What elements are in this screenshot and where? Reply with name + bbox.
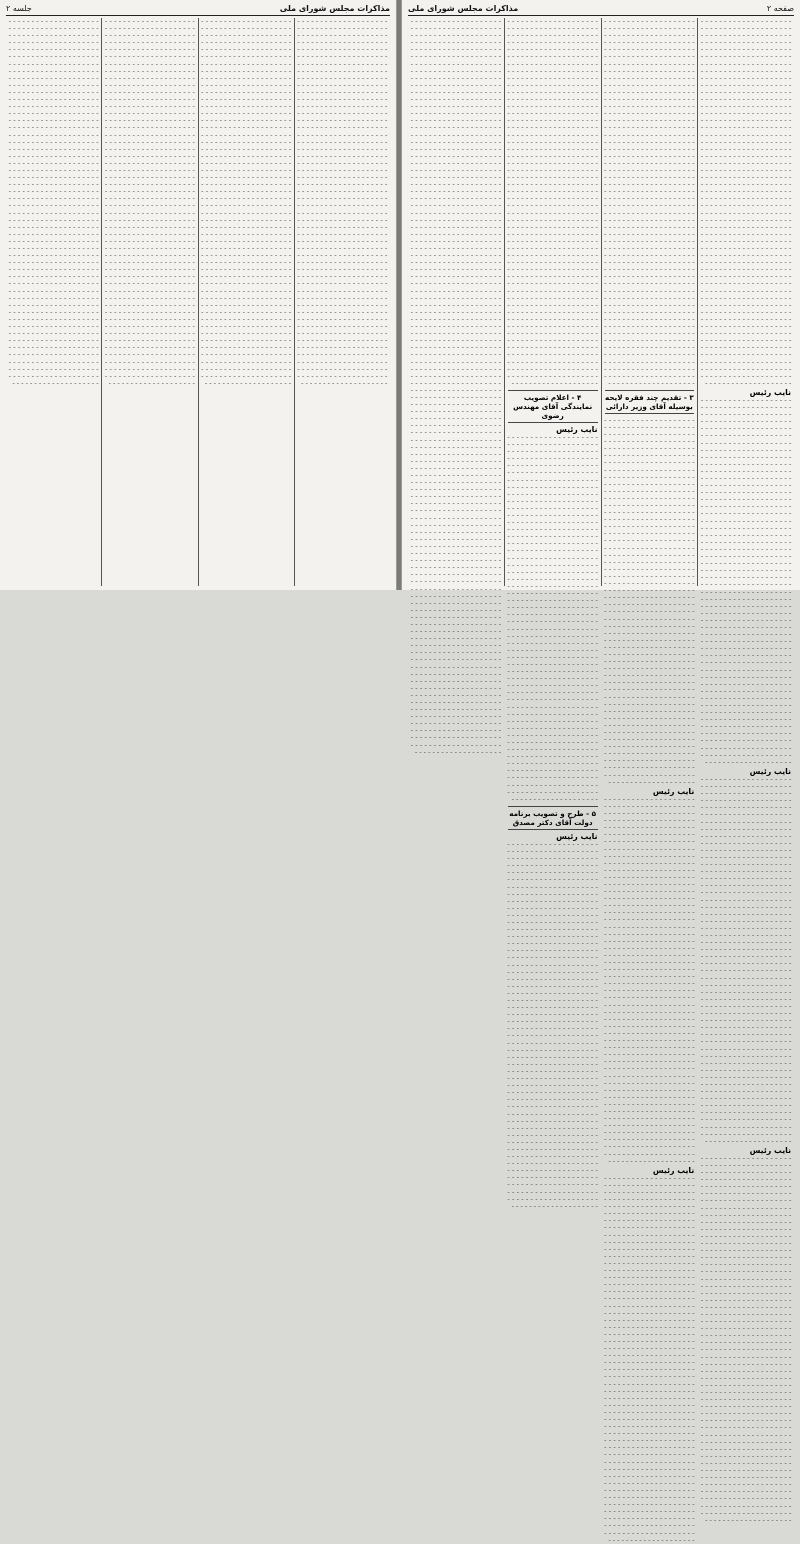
text-block: ـ ـ ـ ـ ـ ـ ـ ـ ـ ـ ـ ـ ـ ـ ـ ـ ـ ـ ـ ـ ـ ـ ـ ـ ـ ـ ـ ـ ـ ـ ـ ـ ـ ـ ـ ـ ـ ـ ـ ـ ـ ـ ـ ـ ـ ـ ـ ـ ـ ـ ـ ـ ـ ـ ـ ـ ـ ـ ـ ـ ـ ـ ـ ـ ـ ـ ـ ـ ـ ـ ـ ـ ـ ـ ـ ـ ـ ـ ـ ـ ـ ـ ـ ـ ـ ـ ـ ـ ـ ـ ـ ـ ـ ـ ـ ـ ـ ـ ـ ـ ـ ـ ـ ـ ـ ـ ـ ـ ـ ـ ـ ـ ـ ـ ـ ـ ـ ـ ـ ـ ـ ـ ـ ـ ـ ـ ـ ـ ـ ـ ـ ـ ـ ـ ـ ـ ـ ـ ـ ـ ـ ـ ـ ـ ـ ـ ـ ـ ـ ـ ـ ـ ـ ـ ـ ـ ـ ـ ـ ـ ـ ـ ـ ـ ـ ـ ـ ـ ـ ـ ـ ـ ـ ـ ـ ـ ـ ـ ـ ـ ـ ـ ـ ـ ـ ـ ـ ـ ـ ـ ـ ـ ـ ـ ـ ـ ـ ـ ـ ـ ـ ـ ـ ـ ـ ـ ـ ـ ـ ـ ـ ـ ـ ـ ـ ـ ـ ـ ـ ـ ـ ـ ـ ـ ـ ـ ـ ـ ـ ـ ـ ـ ـ ـ ـ ـ ـ ـ ـ ـ ـ ـ ـ ـ ـ ـ ـ ـ ـ ـ ـ ـ ـ ـ ـ ـ ـ ـ ـ ـ ـ ـ ـ ـ ـ ـ ـ ـ ـ ـ ـ ـ ـ ـ ـ ـ ـ ـ ـ ـ ـ ـ ـ ـ ـ ـ ـ ـ ـ ـ ـ ـ ـ ـ ـ ـ ـ ـ ـ ـ ـ ـ ـ ـ ـ ـ ـ ـ ـ ـ ـ ـ ـ ـ ـ ـ ـ ـ ـ ـ ـ ـ ـ ـ ـ ـ ـ ـ ـ ـ ـ ـ ـ ـ ـ ـ ـ ـ ـ ـ ـ ـ ـ ـ ـ ـ ـ ـ ـ ـ ـ ـ ـ ـ ـ ـ ـ ـ ـ ـ ـ ـ ـ ـ ـ ـ ـ ـ ـ ـ ـ ـ ـ ـ ـ ـ ـ ـ ـ ـ ـ ـ ـ ـ ـ ـ ـ ـ ـ ـ ـ ـ ـ ـ ـ ـ ـ ـ ـ ـ ـ ـ ـ ـ ـ ـ ـ ـ ـ ـ ـ ـ ـ ـ ـ ـ ـ ـ ـ ـ ـ ـ ـ ـ ـ ـ ـ ـ ـ ـ ـ ـ ـ ـ ـ ـ ـ ـ ـ ـ ـ ـ ـ ـ ـ ـ ـ ـ ـ ـ ـ ـ ـ ـ ـ ـ ـ ـ ـ ـ ـ ـ ـ ـ ـ ـ ـ ـ ـ ـ ـ ـ ـ ـ ـ ـ ـ ـ ـ ـ ـ ـ ـ ـ ـ ـ ـ ـ ـ ـ ـ ـ ـ ـ ـ ـ ـ ـ ـ ـ ـ ـ ـ ـ ـ ـ ـ ـ ـ ـ ـ ـ ـ ـ ـ ـ ـ ـ ـ ـ ـ ـ ـ ـ ـ ـ ـ ـ ـ ـ ـ ـ ـ ـ ـ ـ ـ ـ ـ ـ ـ ـ ـ ـ ـ ـ ـ ـ ـ ـ ـ ـ ـ ـ ـ ـ ـ ـ ـ ـ ـ ـ ـ ـ ـ ـ ـ ـ ـ ـ ـ ـ ـ ـ ـ ـ ـ ـ ـ ـ ـ ـ ـ ـ ـ ـ ـ ـ ـ ـ ـ ـ ـ ـ ـ ـ ـ ـ ـ ـ ـ ـ ـ ـ ـ ـ ـ ـ ـ ـ ـ ـ ـ ـ ـ ـ ـ ـ ـ ـ ـ ـ ـ ـ ـ ـ ـ ـ ـ ـ ـ ـ ـ ـ ـ ـ ـ ـ ـ ـ ـ ـ ـ ـ ـ ـ ـ ـ ـ ـ ـ ـ ـ ـ ـ ـ ـ ـ ـ ـ ـ ـ ـ ـ ـ ـ ـ ـ ـ ـ ـ ـ ـ ـ ـ ـ ـ ـ ـ ـ ـ ـ ـ ـ ـ ـ ـ ـ ـ ـ ـ ـ ـ ـ ـ ـ ـ ـ ـ ـ ـ ـ ـ ـ ـ ـ ـ ـ ـ ـ ـ ـ ـ ـ ـ ـ ـ ـ ـ ـ ـ ـ ـ ـ ـ ـ ـ ـ ـ ـ ـ ـ ـ ـ ـ ـ ـ ـ ـ ـ ـ ـ ـ ـ ـ ـ ـ ـ ـ ـ ـ ـ ـ ـ ـ ـ ـ ـ ـ ـ ـ ـ ـ ـ ـ ـ ـ ـ ـ ـ ـ ـ ـ ـ ـ ـ ـ ـ ـ ـ ـ ـ ـ ـ ـ ـ ـ ـ ـ ـ ـ ـ ـ ـ ـ ـ ـ ـ ـ ـ ـ ـ ـ ـ ـ ـ ـ ـ ـ ـ ـ ـ ـ ـ ـ ـ ـ ـ ـ ـ ـ ـ ـ ـ ـ ـ ـ ـ ـ ـ ـ ـ ـ ـ ـ ـ ـ ـ ـ ـ ـ ـ ـ ـ ـ ـ ـ ـ ـ ـ ـ ـ ـ ـ ـ ـ ـ ـ ـ ـ ـ ـ ـ ـ ـ ـ ـ ـ ـ ـ ـ ـ ـ ـ ـ ـ ـ ـ ـ ـ ـ ـ ـ ـ ـ ـ ـ ـ ـ ـ ـ ـ ـ ـ ـ ـ ـ ـ ـ ـ ـ ـ ـ ـ ـ ـ ـ ـ ـ ـ ـ ـ ـ ـ ـ ـ ـ ـ ـ ـ ـ ـ ـ ـ ـ ـ ـ ـ ـ ـ ـ ـ ـ ـ ـ ـ ـ ـ ـ ـ ـ ـ ـ ـ ـ ـ ـ ـ ـ ـ ـ ـ ـ ـ ـ ـ ـ ـ ـ ـ ـ ـ ـ ـ ـ ـ ـ ـ ـ ـ ـ ـ ـ ـ ـ ـ ـ ـ ـ ـ ـ ـ ـ ـ ـ ـ ـ ـ ـ ـ ـ ـ ـ ـ ـ ـ ـ ـ ـ ـ ـ ـ ـ ـ ـ ـ ـ ـ ـ ـ ـ ـ ـ ـ ـ ـ ـ ـ ـ ـ ـ ـ ـ ـ ـ ـ ـ ـ ـ ـ ـ ـ ـ ـ ـ ـ ـ ـ ـ ـ [604,795,695,1164]
speaker-name: نایب رئیس [556,424,598,434]
text-block: ـ ـ ـ ـ ـ ـ ـ ـ ـ ـ ـ ـ ـ ـ ـ ـ ـ ـ ـ ـ ـ ـ ـ ـ ـ ـ ـ ـ ـ ـ ـ ـ ـ ـ ـ ـ ـ ـ ـ ـ ـ ـ ـ ـ ـ ـ ـ ـ ـ ـ ـ ـ ـ ـ ـ ـ ـ ـ ـ ـ ـ ـ ـ ـ ـ ـ ـ ـ ـ ـ ـ ـ ـ ـ ـ ـ ـ ـ ـ ـ ـ ـ ـ ـ ـ ـ ـ ـ ـ ـ ـ ـ ـ ـ ـ ـ ـ ـ ـ ـ ـ ـ ـ ـ ـ ـ ـ ـ ـ ـ ـ ـ ـ ـ ـ ـ ـ ـ ـ ـ ـ ـ ـ ـ ـ ـ ـ ـ ـ ـ ـ ـ ـ ـ ـ ـ ـ ـ ـ ـ ـ ـ ـ ـ ـ ـ ـ ـ ـ ـ ـ ـ ـ ـ ـ ـ ـ ـ ـ ـ ـ ـ ـ ـ ـ ـ ـ ـ ـ ـ ـ ـ ـ ـ ـ ـ ـ ـ ـ ـ ـ ـ ـ ـ ـ ـ ـ ـ ـ ـ ـ ـ ـ ـ ـ ـ ـ ـ ـ ـ ـ ـ ـ ـ ـ ـ ـ ـ ـ ـ ـ ـ ـ ـ ـ ـ ـ ـ ـ ـ ـ ـ ـ ـ ـ ـ ـ ـ ـ ـ ـ ـ ـ ـ ـ ـ ـ ـ ـ ـ ـ ـ ـ ـ ـ ـ ـ ـ ـ ـ ـ ـ ـ ـ ـ ـ ـ ـ ـ ـ ـ ـ ـ ـ ـ ـ ـ ـ ـ ـ ـ ـ ـ ـ ـ ـ ـ ـ ـ ـ ـ ـ ـ ـ ـ ـ ـ ـ ـ ـ ـ ـ ـ ـ ـ ـ ـ ـ ـ ـ ـ ـ ـ ـ ـ ـ ـ ـ ـ ـ ـ ـ ـ ـ ـ ـ ـ ـ ـ ـ ـ ـ ـ ـ ـ ـ ـ ـ ـ ـ ـ ـ ـ ـ ـ ـ ـ ـ ـ ـ ـ ـ ـ ـ ـ ـ ـ ـ ـ ـ ـ ـ ـ ـ ـ ـ ـ ـ ـ ـ ـ ـ ـ ـ ـ ـ ـ ـ ـ ـ ـ ـ ـ ـ ـ ـ ـ ـ ـ ـ ـ ـ ـ ـ ـ ـ ـ ـ ـ ـ ـ ـ ـ ـ ـ ـ ـ ـ ـ ـ ـ ـ ـ ـ ـ ـ ـ ـ ـ ـ ـ ـ ـ ـ ـ ـ ـ ـ ـ ـ ـ ـ ـ ـ ـ ـ ـ ـ ـ ـ ـ ـ ـ ـ ـ ـ ـ ـ ـ ـ ـ ـ ـ ـ ـ ـ ـ ـ ـ ـ ـ ـ ـ ـ ـ ـ ـ ـ ـ ـ ـ ـ ـ ـ ـ ـ ـ ـ ـ ـ ـ ـ ـ ـ ـ ـ ـ ـ ـ ـ ـ ـ ـ ـ ـ ـ ـ ـ ـ ـ ـ ـ ـ ـ ـ ـ ـ ـ ـ ـ ـ ـ ـ ـ ـ ـ ـ ـ ـ ـ ـ ـ ـ ـ ـ ـ ـ ـ ـ ـ ـ ـ ـ ـ ـ ـ ـ ـ ـ ـ ـ ـ ـ ـ ـ ـ ـ ـ ـ ـ ـ ـ ـ ـ ـ ـ ـ ـ ـ ـ ـ ـ ـ ـ ـ ـ ـ ـ ـ ـ ـ ـ ـ ـ ـ ـ ـ ـ ـ ـ ـ ـ ـ ـ ـ ـ ـ ـ ـ ـ ـ ـ ـ ـ ـ ـ ـ ـ ـ ـ ـ ـ ـ ـ ـ ـ ـ ـ ـ ـ ـ ـ ـ ـ ـ ـ ـ ـ ـ ـ ـ ـ ـ ـ ـ ـ ـ ـ ـ ـ ـ ـ ـ ـ ـ ـ ـ ـ ـ ـ ـ ـ ـ ـ ـ ـ ـ ـ ـ ـ ـ ـ ـ ـ ـ ـ ـ ـ ـ ـ ـ ـ ـ ـ ـ ـ ـ ـ ـ ـ ـ ـ ـ ـ ـ ـ ـ ـ ـ ـ ـ ـ ـ ـ ـ ـ ـ ـ ـ ـ ـ ـ ـ ـ ـ ـ ـ ـ ـ ـ ـ ـ ـ ـ ـ ـ ـ ـ ـ ـ ـ ـ ـ ـ ـ ـ ـ ـ ـ ـ ـ ـ ـ ـ ـ ـ ـ ـ ـ ـ ـ ـ ـ ـ ـ ـ ـ ـ ـ ـ ـ ـ ـ ـ ـ ـ ـ ـ ـ ـ ـ ـ ـ ـ ـ ـ ـ ـ ـ ـ ـ ـ ـ ـ ـ ـ ـ ـ ـ ـ ـ ـ ـ ـ ـ ـ ـ ـ ـ ـ ـ ـ ـ ـ ـ ـ ـ ـ ـ ـ ـ ـ ـ ـ ـ ـ ـ ـ ـ ـ ـ ـ ـ ـ ـ ـ ـ ـ ـ ـ ـ ـ ـ ـ ـ ـ ـ ـ ـ ـ ـ ـ ـ ـ ـ ـ ـ ـ ـ ـ ـ ـ ـ ـ ـ ـ ـ ـ ـ ـ ـ ـ ـ ـ ـ ـ ـ ـ ـ ـ ـ ـ ـ ـ ـ ـ ـ ـ ـ ـ ـ ـ ـ ـ ـ ـ ـ ـ ـ ـ ـ ـ ـ ـ ـ ـ ـ ـ ـ ـ ـ ـ ـ ـ ـ ـ ـ ـ ـ ـ ـ ـ ـ ـ ـ ـ ـ ـ ـ ـ ـ ـ ـ ـ ـ ـ ـ ـ ـ ـ ـ ـ ـ ـ ـ ـ ـ ـ ـ ـ ـ ـ ـ ـ ـ ـ ـ ـ ـ ـ ـ ـ ـ ـ ـ ـ ـ ـ ـ ـ ـ ـ ـ ـ ـ ـ ـ ـ ـ ـ ـ ـ ـ ـ ـ ـ ـ ـ ـ ـ ـ ـ ـ ـ ـ ـ ـ ـ ـ ـ ـ ـ ـ ـ ـ ـ ـ ـ ـ ـ ـ ـ ـ ـ ـ ـ ـ ـ ـ ـ ـ ـ ـ ـ ـ ـ ـ ـ ـ ـ ـ ـ ـ ـ ـ ـ ـ ـ ـ ـ ـ ـ ـ ـ ـ ـ ـ ـ ـ ـ ـ ـ ـ ـ ـ ـ ـ ـ ـ ـ ـ ـ ـ ـ ـ ـ ـ ـ ـ ـ ـ ـ ـ ـ ـ ـ ـ ـ ـ ـ [297,18,387,386]
speaker-name: نایب رئیس [556,831,598,841]
text-block: ـ ـ ـ ـ ـ ـ ـ ـ ـ ـ ـ ـ ـ ـ ـ ـ ـ ـ ـ ـ ـ ـ ـ ـ ـ ـ ـ ـ ـ ـ ـ ـ ـ ـ ـ ـ ـ ـ ـ ـ ـ ـ ـ ـ ـ ـ ـ ـ ـ ـ ـ ـ ـ ـ ـ ـ ـ ـ ـ ـ ـ ـ ـ ـ ـ ـ ـ ـ ـ ـ ـ ـ ـ ـ ـ ـ ـ ـ ـ ـ ـ ـ ـ ـ ـ ـ ـ ـ ـ ـ ـ ـ ـ ـ ـ ـ ـ ـ ـ ـ ـ ـ ـ ـ ـ ـ ـ ـ ـ ـ ـ ـ ـ ـ ـ ـ ـ ـ ـ ـ ـ ـ ـ ـ ـ ـ ـ ـ ـ ـ ـ ـ ـ ـ ـ ـ ـ ـ ـ ـ ـ ـ ـ ـ ـ ـ ـ ـ ـ ـ ـ ـ ـ ـ ـ ـ ـ ـ ـ ـ ـ ـ ـ ـ ـ ـ ـ ـ ـ ـ ـ ـ ـ ـ ـ ـ ـ ـ ـ ـ ـ ـ ـ ـ ـ ـ ـ ـ ـ ـ ـ ـ ـ ـ ـ ـ ـ ـ ـ ـ ـ ـ ـ ـ ـ ـ ـ ـ ـ ـ ـ ـ ـ ـ ـ ـ ـ ـ ـ ـ ـ ـ ـ ـ ـ ـ ـ ـ ـ ـ ـ ـ ـ ـ ـ ـ ـ ـ ـ ـ ـ ـ ـ ـ ـ ـ ـ ـ ـ ـ ـ ـ ـ ـ ـ ـ ـ ـ ـ ـ ـ ـ ـ ـ ـ ـ ـ ـ ـ ـ ـ ـ ـ ـ ـ ـ ـ ـ ـ ـ ـ ـ ـ ـ ـ ـ ـ ـ ـ ـ ـ ـ ـ ـ ـ ـ ـ ـ ـ ـ ـ ـ ـ ـ ـ ـ ـ ـ ـ ـ ـ ـ ـ ـ ـ ـ ـ ـ ـ ـ ـ ـ ـ ـ ـ ـ ـ ـ ـ ـ ـ ـ ـ ـ ـ ـ ـ ـ ـ ـ ـ ـ ـ ـ ـ ـ ـ ـ ـ ـ ـ ـ ـ ـ ـ ـ ـ ـ ـ ـ ـ ـ ـ ـ ـ ـ ـ ـ ـ ـ ـ ـ ـ ـ ـ ـ ـ ـ ـ ـ ـ ـ ـ ـ ـ ـ ـ ـ ـ ـ ـ ـ ـ ـ ـ ـ ـ ـ ـ ـ ـ ـ ـ ـ ـ ـ ـ ـ ـ ـ ـ ـ ـ ـ ـ ـ ـ ـ ـ ـ ـ ـ ـ ـ ـ ـ ـ ـ ـ ـ ـ ـ ـ ـ ـ ـ ـ ـ ـ ـ ـ ـ ـ ـ ـ ـ ـ ـ ـ ـ ـ ـ ـ ـ ـ ـ ـ ـ ـ ـ ـ ـ ـ ـ ـ ـ ـ ـ ـ ـ ـ ـ ـ ـ ـ ـ ـ ـ ـ ـ ـ ـ ـ ـ ـ ـ ـ ـ ـ ـ ـ ـ ـ ـ ـ ـ ـ ـ ـ ـ ـ ـ ـ ـ ـ ـ ـ ـ ـ ـ ـ ـ ـ ـ ـ ـ ـ ـ ـ ـ ـ ـ ـ ـ ـ ـ ـ ـ ـ ـ ـ ـ ـ ـ ـ ـ ـ ـ ـ ـ ـ ـ ـ ـ ـ ـ ـ ـ ـ ـ ـ ـ ـ ـ ـ ـ ـ ـ ـ ـ ـ ـ ـ ـ ـ ـ ـ ـ ـ ـ ـ ـ ـ ـ ـ ـ ـ ـ ـ ـ ـ ـ ـ ـ ـ ـ ـ ـ ـ ـ ـ ـ ـ ـ ـ ـ ـ ـ ـ ـ ـ ـ ـ ـ ـ ـ ـ ـ ـ ـ ـ ـ ـ ـ ـ ـ ـ ـ ـ ـ ـ ـ ـ ـ ـ ـ ـ ـ ـ ـ ـ ـ ـ ـ ـ ـ ـ ـ ـ ـ ـ ـ ـ ـ ـ ـ ـ ـ ـ ـ ـ ـ ـ ـ ـ ـ ـ ـ ـ ـ ـ ـ ـ ـ ـ ـ ـ ـ ـ ـ ـ ـ ـ ـ ـ ـ ـ ـ ـ ـ ـ ـ ـ ـ ـ ـ ـ ـ ـ ـ ـ ـ ـ ـ ـ ـ ـ ـ ـ ـ ـ ـ ـ ـ ـ ـ ـ ـ ـ ـ ـ ـ ـ ـ ـ ـ ـ ـ ـ ـ ـ ـ ـ ـ ـ ـ ـ ـ ـ ـ ـ ـ ـ ـ ـ ـ ـ ـ ـ ـ ـ ـ ـ ـ ـ ـ ـ ـ ـ ـ ـ ـ ـ ـ ـ ـ ـ ـ ـ ـ ـ ـ ـ ـ ـ ـ ـ ـ ـ ـ ـ ـ ـ ـ ـ ـ ـ ـ ـ ـ ـ ـ ـ ـ ـ ـ ـ ـ ـ ـ ـ ـ ـ ـ ـ ـ ـ ـ ـ ـ ـ ـ ـ ـ ـ ـ ـ ـ ـ ـ ـ ـ ـ ـ ـ ـ ـ ـ ـ ـ ـ ـ ـ ـ ـ ـ ـ ـ ـ ـ ـ ـ ـ ـ ـ ـ ـ ـ ـ ـ ـ ـ ـ ـ ـ ـ ـ ـ ـ ـ ـ ـ ـ ـ ـ ـ ـ ـ ـ ـ ـ ـ ـ ـ ـ ـ ـ ـ ـ ـ ـ ـ ـ ـ ـ ـ ـ ـ ـ ـ ـ ـ ـ ـ ـ ـ ـ ـ ـ ـ ـ ـ ـ ـ ـ ـ ـ ـ ـ ـ ـ ـ ـ ـ ـ ـ ـ ـ ـ ـ ـ ـ ـ ـ ـ ـ ـ ـ ـ ـ ـ ـ ـ ـ ـ ـ ـ ـ ـ ـ ـ ـ ـ ـ ـ ـ ـ ـ ـ ـ ـ ـ ـ ـ ـ ـ ـ ـ ـ ـ ـ ـ ـ ـ ـ ـ ـ ـ ـ ـ ـ ـ ـ ـ ـ ـ ـ ـ ـ ـ ـ ـ ـ ـ ـ ـ ـ ـ ـ ـ ـ ـ ـ ـ ـ ـ ـ ـ ـ ـ ـ ـ ـ ـ ـ ـ ـ ـ ـ ـ ـ ـ ـ ـ ـ ـ ـ ـ ـ ـ ـ ـ ـ ـ ـ ـ ـ ـ ـ ـ ـ ـ ـ ـ ـ ـ ـ ـ ـ ـ ـ ـ ـ ـ ـ ـ ـ ـ ـ ـ [507,433,598,802]
left-page [0,0,397,590]
left-col-4 [6,18,101,586]
text-block: ـ ـ ـ ـ ـ ـ ـ ـ ـ ـ ـ ـ ـ ـ ـ ـ ـ ـ ـ ـ ـ ـ ـ ـ ـ ـ ـ ـ ـ ـ ـ ـ ـ ـ ـ ـ ـ ـ ـ ـ ـ ـ ـ ـ ـ ـ ـ ـ ـ ـ ـ ـ ـ ـ ـ ـ ـ ـ ـ ـ ـ ـ ـ ـ ـ ـ ـ ـ ـ ـ ـ ـ ـ ـ ـ ـ ـ ـ ـ ـ ـ ـ ـ ـ ـ ـ ـ ـ ـ ـ ـ ـ ـ ـ ـ ـ ـ ـ ـ ـ ـ ـ ـ ـ ـ ـ ـ ـ ـ ـ ـ ـ ـ ـ ـ ـ ـ ـ ـ ـ ـ ـ ـ ـ ـ ـ ـ ـ ـ ـ ـ ـ ـ ـ ـ ـ ـ ـ ـ ـ ـ ـ ـ ـ ـ ـ ـ ـ ـ ـ ـ ـ ـ ـ ـ ـ ـ ـ ـ ـ ـ ـ ـ ـ ـ ـ ـ ـ ـ ـ ـ ـ ـ ـ ـ ـ ـ ـ ـ ـ ـ ـ ـ ـ ـ ـ ـ ـ ـ ـ ـ ـ ـ ـ ـ ـ ـ ـ ـ ـ ـ ـ ـ ـ ـ ـ ـ ـ ـ ـ ـ ـ ـ ـ ـ ـ ـ ـ ـ ـ ـ ـ ـ ـ ـ ـ ـ ـ ـ ـ ـ ـ ـ ـ ـ ـ ـ ـ ـ ـ ـ ـ ـ ـ ـ ـ ـ ـ ـ ـ ـ ـ ـ ـ ـ ـ ـ ـ ـ ـ ـ ـ ـ ـ ـ ـ ـ ـ ـ ـ ـ ـ ـ ـ ـ ـ ـ ـ ـ ـ ـ ـ ـ ـ ـ ـ ـ ـ ـ ـ ـ ـ ـ ـ ـ ـ ـ ـ ـ ـ ـ ـ ـ ـ ـ ـ ـ ـ ـ ـ ـ ـ ـ ـ ـ ـ ـ ـ ـ ـ ـ ـ ـ ـ ـ ـ ـ ـ ـ ـ ـ ـ ـ ـ ـ ـ ـ ـ ـ ـ ـ ـ ـ ـ ـ ـ ـ ـ ـ ـ ـ ـ ـ ـ ـ ـ ـ ـ ـ ـ ـ ـ ـ ـ ـ ـ ـ ـ ـ ـ ـ ـ ـ ـ ـ ـ ـ ـ ـ ـ ـ ـ ـ ـ ـ ـ ـ ـ ـ ـ ـ ـ ـ ـ ـ ـ ـ ـ ـ ـ ـ ـ ـ ـ ـ ـ ـ ـ ـ ـ ـ ـ ـ ـ ـ ـ ـ ـ ـ ـ ـ ـ ـ ـ ـ ـ ـ ـ ـ ـ ـ ـ ـ ـ ـ ـ ـ ـ ـ ـ ـ ـ ـ ـ ـ ـ ـ ـ ـ ـ ـ ـ ـ ـ ـ ـ ـ ـ ـ ـ ـ ـ ـ ـ ـ ـ ـ ـ ـ ـ ـ ـ ـ ـ ـ ـ ـ ـ ـ ـ ـ ـ ـ ـ ـ ـ ـ ـ ـ ـ ـ ـ ـ ـ ـ ـ ـ ـ ـ ـ ـ ـ ـ ـ ـ ـ ـ ـ ـ ـ ـ ـ ـ ـ ـ ـ ـ ـ ـ ـ ـ ـ ـ ـ ـ ـ ـ ـ ـ ـ ـ ـ ـ ـ ـ ـ ـ ـ ـ ـ ـ ـ ـ ـ ـ ـ ـ ـ ـ ـ ـ ـ ـ ـ ـ ـ ـ ـ ـ ـ ـ ـ ـ ـ ـ ـ ـ ـ ـ ـ ـ ـ ـ ـ ـ ـ ـ ـ ـ ـ ـ ـ ـ ـ ـ ـ ـ ـ ـ ـ ـ ـ ـ ـ ـ ـ ـ ـ ـ ـ ـ ـ ـ ـ ـ ـ ـ ـ ـ ـ ـ ـ ـ ـ ـ ـ ـ ـ ـ ـ ـ ـ ـ ـ ـ ـ ـ ـ ـ ـ ـ ـ ـ ـ ـ ـ ـ ـ ـ ـ ـ ـ ـ ـ ـ ـ ـ ـ ـ ـ ـ ـ ـ ـ ـ ـ ـ ـ ـ ـ ـ ـ ـ ـ ـ ـ ـ ـ ـ ـ ـ ـ ـ ـ ـ ـ ـ ـ ـ ـ ـ ـ ـ ـ ـ ـ ـ ـ ـ ـ ـ ـ ـ ـ ـ ـ ـ ـ ـ ـ ـ ـ ـ ـ ـ ـ ـ ـ ـ ـ ـ ـ ـ ـ ـ ـ ـ ـ ـ ـ ـ ـ ـ ـ ـ ـ ـ ـ ـ ـ ـ ـ ـ ـ ـ ـ ـ ـ ـ ـ ـ ـ ـ ـ ـ ـ ـ ـ ـ ـ ـ ـ ـ ـ ـ ـ ـ ـ ـ ـ ـ ـ ـ ـ ـ ـ ـ ـ ـ ـ ـ ـ ـ ـ ـ ـ ـ ـ ـ ـ ـ ـ ـ ـ ـ ـ ـ ـ ـ ـ ـ ـ ـ ـ ـ ـ ـ ـ ـ ـ ـ ـ ـ ـ ـ ـ ـ ـ ـ ـ ـ ـ ـ ـ ـ ـ ـ ـ ـ ـ ـ ـ ـ ـ ـ ـ ـ ـ ـ ـ ـ ـ ـ ـ ـ ـ ـ ـ ـ ـ ـ ـ ـ ـ ـ ـ ـ ـ ـ ـ ـ ـ ـ ـ ـ ـ ـ ـ ـ ـ ـ ـ ـ ـ ـ ـ ـ ـ ـ ـ ـ ـ ـ ـ ـ ـ ـ ـ ـ ـ ـ ـ ـ ـ ـ ـ ـ ـ ـ ـ ـ ـ ـ ـ ـ ـ ـ ـ ـ ـ ـ ـ ـ ـ ـ ـ ـ ـ ـ ـ ـ ـ ـ ـ ـ ـ ـ ـ ـ ـ ـ ـ ـ ـ ـ ـ ـ ـ ـ ـ ـ ـ ـ ـ ـ ـ ـ ـ ـ ـ ـ ـ ـ ـ ـ ـ ـ ـ ـ ـ ـ ـ ـ ـ ـ ـ ـ ـ ـ ـ ـ ـ ـ ـ ـ ـ ـ ـ ـ ـ ـ ـ ـ ـ ـ ـ ـ ـ ـ ـ ـ ـ ـ ـ ـ ـ ـ ـ ـ ـ ـ ـ ـ ـ ـ ـ ـ ـ ـ ـ ـ ـ ـ ـ ـ ـ ـ ـ ـ ـ ـ ـ ـ ـ ـ ـ ـ ـ ـ ـ ـ ـ ـ ـ ـ ـ ـ ـ ـ ـ ـ ـ ـ ـ ـ ـ ـ ـ ـ ـ [201,18,291,386]
text-block: ـ ـ ـ ـ ـ ـ ـ ـ ـ ـ ـ ـ ـ ـ ـ ـ ـ ـ ـ ـ ـ ـ ـ ـ ـ ـ ـ ـ ـ ـ ـ ـ ـ ـ ـ ـ ـ ـ ـ ـ ـ ـ ـ ـ ـ ـ ـ ـ ـ ـ ـ ـ ـ ـ ـ ـ ـ ـ ـ ـ ـ ـ ـ ـ ـ ـ ـ ـ ـ ـ ـ ـ ـ ـ ـ ـ ـ ـ ـ ـ ـ ـ ـ ـ ـ ـ ـ ـ ـ ـ ـ ـ ـ ـ ـ ـ ـ ـ ـ ـ ـ ـ ـ ـ ـ ـ ـ ـ ـ ـ ـ ـ ـ ـ ـ ـ ـ ـ ـ ـ ـ ـ ـ ـ ـ ـ ـ ـ ـ ـ ـ ـ ـ ـ ـ ـ ـ ـ ـ ـ ـ ـ ـ ـ ـ ـ ـ ـ ـ ـ ـ ـ ـ ـ ـ ـ ـ ـ ـ ـ ـ ـ ـ ـ ـ ـ ـ ـ ـ ـ ـ ـ ـ ـ ـ ـ ـ ـ ـ ـ ـ ـ ـ ـ ـ ـ ـ ـ ـ ـ ـ ـ ـ ـ ـ ـ ـ ـ ـ ـ ـ ـ ـ ـ ـ ـ ـ ـ ـ ـ ـ ـ ـ ـ ـ ـ ـ ـ ـ ـ ـ ـ ـ ـ ـ ـ ـ ـ ـ ـ ـ ـ ـ ـ ـ ـ ـ ـ ـ ـ ـ ـ ـ ـ ـ ـ ـ ـ ـ ـ ـ ـ ـ ـ ـ ـ ـ ـ ـ ـ ـ ـ ـ ـ ـ ـ ـ ـ ـ ـ ـ ـ ـ ـ ـ ـ ـ ـ ـ ـ ـ ـ ـ ـ ـ ـ ـ ـ ـ ـ ـ ـ ـ ـ ـ ـ ـ ـ ـ ـ ـ ـ ـ ـ ـ ـ ـ ـ ـ ـ ـ ـ ـ ـ ـ ـ ـ ـ ـ ـ ـ ـ ـ ـ ـ ـ ـ ـ ـ ـ ـ ـ ـ ـ ـ ـ ـ ـ ـ ـ ـ ـ ـ ـ ـ ـ ـ ـ ـ ـ ـ ـ ـ ـ ـ ـ ـ ـ ـ ـ ـ ـ ـ ـ ـ ـ ـ ـ ـ ـ ـ ـ ـ ـ ـ ـ ـ ـ ـ ـ ـ ـ ـ ـ ـ ـ ـ ـ ـ ـ ـ ـ ـ ـ ـ ـ ـ ـ ـ ـ ـ ـ ـ ـ ـ ـ ـ ـ ـ ـ ـ ـ ـ ـ ـ ـ ـ ـ ـ ـ ـ ـ ـ ـ ـ ـ ـ ـ ـ ـ ـ ـ ـ ـ ـ ـ ـ ـ ـ ـ ـ ـ ـ ـ ـ ـ ـ ـ ـ ـ ـ ـ ـ ـ ـ ـ ـ ـ ـ ـ ـ ـ ـ ـ ـ ـ ـ ـ ـ ـ ـ ـ ـ ـ ـ ـ ـ ـ ـ ـ ـ ـ ـ ـ ـ ـ ـ ـ ـ ـ ـ ـ ـ ـ ـ ـ ـ ـ ـ ـ ـ ـ ـ ـ ـ ـ ـ ـ ـ ـ ـ ـ ـ ـ ـ ـ ـ ـ ـ ـ ـ ـ ـ ـ ـ ـ ـ ـ ـ ـ ـ ـ ـ ـ ـ ـ ـ ـ ـ ـ ـ ـ ـ ـ ـ ـ ـ ـ ـ ـ ـ ـ ـ ـ ـ ـ ـ ـ ـ ـ ـ ـ ـ ـ ـ ـ ـ ـ ـ ـ ـ ـ ـ ـ ـ ـ ـ ـ ـ ـ ـ ـ ـ ـ ـ ـ ـ ـ ـ ـ ـ ـ ـ ـ ـ ـ ـ ـ ـ ـ ـ ـ ـ ـ ـ ـ ـ ـ ـ ـ ـ ـ ـ ـ ـ ـ ـ ـ ـ ـ ـ ـ ـ ـ ـ ـ ـ ـ ـ ـ ـ ـ ـ ـ ـ ـ ـ ـ ـ ـ ـ ـ ـ ـ ـ ـ ـ ـ ـ ـ ـ ـ ـ ـ ـ ـ ـ ـ ـ ـ ـ ـ ـ ـ ـ ـ ـ ـ ـ ـ ـ ـ ـ ـ ـ ـ ـ ـ ـ ـ ـ ـ ـ ـ ـ ـ ـ ـ ـ ـ ـ ـ ـ ـ ـ ـ ـ ـ ـ ـ ـ ـ ـ ـ ـ ـ ـ ـ ـ ـ ـ ـ ـ ـ ـ ـ ـ ـ ـ ـ ـ ـ ـ ـ ـ ـ ـ ـ ـ ـ ـ ـ ـ ـ ـ ـ ـ ـ ـ ـ ـ ـ ـ ـ ـ ـ ـ ـ ـ ـ ـ ـ ـ ـ ـ ـ ـ ـ ـ ـ ـ ـ ـ ـ ـ ـ ـ ـ ـ ـ ـ ـ ـ ـ ـ ـ ـ ـ ـ ـ ـ ـ ـ ـ ـ ـ ـ ـ ـ ـ ـ ـ ـ ـ ـ ـ ـ ـ ـ ـ ـ ـ ـ ـ ـ ـ ـ ـ ـ ـ ـ ـ ـ ـ ـ ـ ـ ـ ـ ـ ـ ـ ـ ـ ـ ـ ـ ـ ـ ـ ـ ـ ـ ـ ـ ـ ـ ـ ـ ـ ـ ـ ـ ـ ـ ـ ـ ـ ـ ـ ـ ـ ـ ـ ـ ـ ـ ـ ـ ـ ـ ـ ـ ـ ـ ـ ـ ـ ـ ـ ـ ـ ـ ـ ـ ـ ـ ـ ـ ـ ـ ـ ـ ـ ـ ـ ـ ـ ـ ـ ـ ـ ـ ـ ـ ـ ـ ـ ـ ـ ـ ـ ـ ـ ـ ـ ـ ـ ـ ـ ـ ـ ـ ـ ـ ـ ـ ـ ـ ـ ـ ـ ـ ـ ـ ـ ـ ـ ـ ـ ـ ـ ـ ـ ـ ـ ـ ـ ـ ـ ـ ـ ـ ـ ـ ـ ـ ـ ـ ـ ـ ـ ـ ـ ـ ـ ـ ـ ـ ـ ـ ـ ـ ـ ـ ـ ـ ـ ـ ـ ـ ـ ـ ـ ـ ـ ـ ـ ـ ـ ـ ـ ـ ـ ـ ـ ـ ـ ـ ـ ـ ـ ـ ـ ـ ـ ـ ـ ـ ـ ـ ـ ـ ـ ـ ـ ـ ـ ـ ـ ـ ـ ـ ـ ـ ـ ـ ـ ـ ـ ـ ـ ـ ـ ـ ـ ـ ـ ـ ـ ـ ـ ـ ـ ـ ـ ـ ـ ـ ـ [604,18,695,386]
right-col-2 [601,18,698,1543]
right-running-head [408,2,794,16]
left-col-3 [101,18,197,586]
left-running-title: مذاکرات مجلس شورای ملی [279,4,390,13]
text-block: ـ ـ ـ ـ ـ ـ ـ ـ ـ ـ ـ ـ ـ ـ ـ ـ ـ ـ ـ ـ ـ ـ ـ ـ ـ ـ ـ ـ ـ ـ ـ ـ ـ ـ ـ ـ ـ ـ ـ ـ ـ ـ ـ ـ ـ ـ ـ ـ ـ ـ ـ ـ ـ ـ ـ ـ ـ ـ ـ ـ ـ ـ ـ ـ ـ ـ ـ ـ ـ ـ ـ ـ ـ ـ ـ ـ ـ ـ ـ ـ ـ ـ ـ ـ ـ ـ ـ ـ ـ ـ ـ ـ ـ ـ ـ ـ ـ ـ ـ ـ ـ ـ ـ ـ ـ ـ ـ ـ ـ ـ ـ ـ ـ ـ ـ ـ ـ ـ ـ ـ ـ ـ ـ ـ ـ ـ ـ ـ ـ ـ ـ ـ ـ ـ ـ ـ ـ ـ ـ ـ ـ ـ ـ ـ ـ ـ ـ ـ ـ ـ ـ ـ ـ ـ ـ ـ ـ ـ ـ ـ ـ ـ ـ ـ ـ ـ ـ ـ ـ ـ ـ ـ ـ ـ ـ ـ ـ ـ ـ ـ ـ ـ ـ ـ ـ ـ ـ ـ ـ ـ ـ ـ ـ ـ ـ ـ ـ ـ ـ ـ ـ ـ ـ ـ ـ ـ ـ ـ ـ ـ ـ ـ ـ ـ ـ ـ ـ ـ ـ ـ ـ ـ ـ ـ ـ ـ ـ ـ ـ ـ ـ ـ ـ ـ ـ ـ ـ ـ ـ ـ ـ ـ ـ ـ ـ ـ ـ ـ ـ ـ ـ ـ ـ ـ ـ ـ ـ ـ ـ ـ ـ ـ ـ ـ ـ ـ ـ ـ ـ ـ ـ ـ ـ ـ ـ ـ ـ ـ ـ ـ ـ ـ ـ ـ ـ ـ ـ ـ ـ ـ ـ ـ ـ ـ ـ ـ ـ ـ ـ ـ ـ ـ ـ ـ ـ ـ ـ ـ ـ ـ ـ ـ ـ ـ ـ ـ ـ ـ ـ ـ ـ ـ ـ ـ ـ ـ ـ ـ ـ ـ ـ ـ ـ ـ ـ ـ ـ ـ ـ ـ ـ ـ ـ ـ ـ ـ ـ ـ ـ ـ ـ ـ ـ ـ ـ ـ ـ ـ ـ ـ ـ ـ ـ ـ ـ ـ ـ ـ ـ ـ ـ ـ ـ ـ ـ ـ ـ ـ ـ ـ ـ ـ ـ ـ ـ ـ ـ ـ ـ ـ ـ ـ ـ ـ ـ ـ ـ ـ ـ ـ ـ ـ ـ ـ ـ ـ ـ ـ ـ ـ ـ ـ ـ ـ ـ ـ ـ ـ ـ ـ ـ ـ ـ ـ ـ ـ ـ ـ ـ ـ ـ ـ ـ ـ ـ ـ ـ ـ ـ ـ ـ ـ ـ ـ ـ ـ ـ ـ ـ ـ ـ ـ ـ ـ ـ ـ ـ ـ ـ ـ ـ ـ ـ ـ ـ ـ ـ ـ ـ ـ ـ ـ ـ ـ ـ ـ ـ ـ ـ ـ ـ ـ ـ ـ ـ ـ ـ ـ ـ ـ ـ ـ ـ ـ ـ ـ ـ ـ ـ ـ ـ ـ ـ ـ ـ ـ ـ ـ ـ ـ ـ ـ ـ ـ ـ ـ ـ ـ ـ ـ ـ ـ ـ ـ ـ ـ ـ ـ ـ ـ ـ ـ ـ ـ ـ ـ ـ ـ ـ ـ ـ ـ ـ ـ ـ ـ ـ ـ ـ ـ ـ ـ ـ ـ ـ ـ ـ ـ ـ ـ ـ ـ ـ ـ ـ ـ ـ ـ ـ ـ ـ ـ ـ ـ ـ ـ ـ ـ ـ ـ ـ ـ ـ ـ ـ ـ ـ ـ ـ ـ ـ ـ ـ ـ ـ ـ ـ ـ ـ ـ ـ ـ ـ ـ ـ ـ ـ ـ ـ ـ ـ ـ ـ ـ ـ ـ ـ ـ ـ ـ ـ ـ ـ ـ ـ ـ ـ ـ ـ ـ ـ ـ ـ ـ ـ ـ ـ ـ ـ ـ ـ ـ ـ ـ ـ ـ ـ ـ ـ ـ ـ ـ ـ ـ ـ ـ ـ ـ ـ ـ ـ ـ ـ ـ ـ ـ ـ ـ ـ ـ ـ ـ ـ ـ ـ ـ ـ ـ ـ ـ ـ ـ ـ ـ ـ ـ ـ ـ ـ ـ ـ ـ ـ ـ ـ ـ ـ ـ ـ ـ ـ ـ ـ ـ ـ ـ ـ ـ ـ ـ ـ ـ ـ ـ ـ ـ ـ ـ ـ ـ ـ ـ ـ ـ ـ ـ ـ ـ ـ ـ ـ ـ ـ ـ ـ ـ ـ ـ ـ ـ ـ ـ ـ ـ ـ ـ ـ ـ ـ ـ ـ ـ ـ ـ ـ ـ ـ ـ ـ ـ ـ ـ ـ ـ ـ ـ ـ ـ ـ ـ ـ ـ ـ ـ ـ ـ ـ ـ ـ ـ ـ ـ ـ ـ ـ ـ ـ ـ ـ ـ ـ ـ ـ ـ ـ ـ ـ ـ ـ ـ ـ ـ ـ ـ ـ ـ ـ ـ ـ ـ ـ ـ ـ ـ ـ ـ ـ ـ ـ ـ ـ ـ ـ ـ ـ ـ ـ ـ ـ ـ ـ ـ ـ ـ ـ ـ ـ ـ ـ ـ ـ ـ ـ ـ ـ ـ ـ ـ ـ ـ ـ ـ ـ ـ ـ ـ ـ ـ ـ ـ ـ ـ ـ ـ ـ ـ ـ ـ ـ ـ ـ ـ ـ ـ ـ ـ ـ ـ ـ ـ ـ ـ ـ ـ ـ ـ ـ ـ ـ ـ ـ ـ ـ ـ ـ ـ ـ ـ ـ ـ ـ ـ ـ ـ ـ ـ ـ ـ ـ ـ ـ ـ ـ ـ ـ ـ ـ ـ ـ ـ ـ ـ ـ ـ ـ ـ ـ ـ ـ ـ ـ ـ ـ ـ ـ ـ ـ ـ ـ ـ ـ ـ ـ ـ ـ ـ ـ ـ ـ ـ ـ ـ ـ ـ ـ ـ ـ ـ ـ ـ ـ ـ ـ ـ ـ ـ ـ ـ ـ ـ ـ ـ ـ ـ ـ ـ ـ ـ ـ ـ ـ ـ ـ ـ ـ ـ ـ ـ ـ ـ ـ ـ ـ ـ ـ ـ ـ ـ ـ ـ ـ ـ ـ ـ ـ ـ ـ ـ ـ ـ ـ ـ ـ ـ ـ ـ ـ ـ ـ ـ ـ ـ ـ ـ ـ ـ ـ ـ ـ ـ ـ ـ ـ ـ ـ ـ ـ ـ ـ ـ [701,775,791,1144]
speaker-name: نایب رئیس [749,1145,791,1155]
speaker-name: نایب رئیس [652,1165,695,1175]
right-col-1 [697,18,794,1523]
section-heading: ۵ - طرح و تصویب برنامه دولت آقای دکتر مصدق [508,806,598,830]
speaker-name: نایب رئیس [749,387,791,397]
right-page-label: صفحه ۲ [766,4,794,13]
right-columns [408,18,794,1543]
right-col-3 [504,18,601,1209]
text-block: ـ ـ ـ ـ ـ ـ ـ ـ ـ ـ ـ ـ ـ ـ ـ ـ ـ ـ ـ ـ ـ ـ ـ ـ ـ ـ ـ ـ ـ ـ ـ ـ ـ ـ ـ ـ ـ ـ ـ ـ ـ ـ ـ ـ ـ ـ ـ ـ ـ ـ ـ ـ ـ ـ ـ ـ ـ ـ ـ ـ ـ ـ ـ ـ ـ ـ ـ ـ ـ ـ ـ ـ ـ ـ ـ ـ ـ ـ ـ ـ ـ ـ ـ ـ ـ ـ ـ ـ ـ ـ ـ ـ ـ ـ ـ ـ ـ ـ ـ ـ ـ ـ ـ ـ ـ ـ ـ ـ ـ ـ ـ ـ ـ ـ ـ ـ ـ ـ ـ ـ ـ ـ ـ ـ ـ ـ ـ ـ ـ ـ ـ ـ ـ ـ ـ ـ ـ ـ ـ ـ ـ ـ ـ ـ ـ ـ ـ ـ ـ ـ ـ ـ ـ ـ ـ ـ ـ ـ ـ ـ ـ ـ ـ ـ ـ ـ ـ ـ ـ ـ ـ ـ ـ ـ ـ ـ ـ ـ ـ ـ ـ ـ ـ ـ ـ ـ ـ ـ ـ ـ ـ ـ ـ ـ ـ ـ ـ ـ ـ ـ ـ ـ ـ ـ ـ ـ ـ ـ ـ ـ ـ ـ ـ ـ ـ ـ ـ ـ ـ ـ ـ ـ ـ ـ ـ ـ ـ ـ ـ ـ ـ ـ ـ ـ ـ ـ ـ ـ ـ ـ ـ ـ ـ ـ ـ ـ ـ ـ ـ ـ ـ ـ ـ ـ ـ ـ ـ ـ ـ ـ ـ ـ ـ ـ ـ ـ ـ ـ ـ ـ ـ ـ ـ ـ ـ ـ ـ ـ ـ ـ ـ ـ ـ ـ ـ ـ ـ ـ ـ ـ ـ ـ ـ ـ ـ ـ ـ ـ ـ ـ ـ ـ ـ ـ ـ ـ ـ ـ ـ ـ ـ ـ ـ ـ ـ ـ ـ ـ ـ ـ ـ ـ ـ ـ ـ ـ ـ ـ ـ ـ ـ ـ ـ ـ ـ ـ ـ ـ ـ ـ ـ ـ ـ ـ ـ ـ ـ ـ ـ ـ ـ ـ ـ ـ ـ ـ ـ ـ ـ ـ ـ ـ ـ ـ ـ ـ ـ ـ ـ ـ ـ ـ ـ ـ ـ ـ ـ ـ ـ ـ ـ ـ ـ ـ ـ ـ ـ ـ ـ ـ ـ ـ ـ ـ ـ ـ ـ ـ ـ ـ ـ ـ ـ ـ ـ ـ ـ ـ ـ ـ ـ ـ ـ ـ ـ ـ ـ ـ ـ ـ ـ ـ ـ ـ ـ ـ ـ ـ ـ ـ ـ ـ ـ ـ ـ ـ ـ ـ ـ ـ ـ ـ ـ ـ ـ ـ ـ ـ ـ ـ ـ ـ ـ ـ ـ ـ ـ ـ ـ ـ ـ ـ ـ ـ ـ ـ ـ ـ ـ ـ ـ ـ ـ ـ ـ ـ ـ ـ ـ ـ ـ ـ ـ ـ ـ ـ ـ ـ ـ ـ ـ ـ ـ ـ ـ ـ ـ ـ ـ ـ ـ ـ ـ ـ ـ ـ ـ ـ ـ ـ ـ ـ ـ ـ ـ ـ ـ ـ ـ ـ ـ ـ ـ ـ ـ ـ ـ ـ ـ ـ ـ ـ ـ ـ ـ ـ ـ ـ ـ ـ ـ ـ ـ ـ ـ ـ ـ ـ ـ ـ ـ ـ ـ ـ ـ ـ ـ ـ ـ ـ ـ ـ ـ ـ ـ ـ ـ ـ ـ ـ ـ ـ ـ ـ ـ ـ ـ ـ ـ ـ ـ ـ ـ ـ ـ ـ ـ ـ ـ ـ ـ ـ ـ ـ ـ ـ ـ ـ ـ ـ ـ ـ ـ ـ ـ ـ ـ ـ ـ ـ ـ ـ ـ ـ ـ ـ ـ ـ ـ ـ ـ ـ ـ ـ ـ ـ ـ ـ ـ ـ ـ ـ ـ ـ ـ ـ ـ ـ ـ ـ ـ ـ ـ ـ ـ ـ ـ ـ ـ ـ ـ ـ ـ ـ ـ ـ ـ ـ ـ ـ ـ ـ ـ ـ ـ ـ ـ ـ ـ ـ ـ ـ ـ ـ ـ ـ ـ ـ ـ ـ ـ ـ ـ ـ ـ ـ ـ ـ ـ ـ ـ ـ ـ ـ ـ ـ ـ ـ ـ ـ ـ ـ ـ ـ ـ ـ ـ ـ ـ ـ ـ ـ ـ ـ ـ ـ ـ ـ ـ ـ ـ ـ ـ ـ ـ ـ ـ ـ ـ ـ ـ ـ ـ ـ ـ ـ ـ ـ ـ ـ ـ ـ ـ ـ ـ ـ ـ ـ ـ ـ ـ ـ ـ ـ ـ ـ ـ ـ ـ ـ ـ ـ ـ ـ ـ ـ ـ ـ ـ ـ ـ ـ ـ ـ ـ ـ ـ ـ ـ ـ ـ ـ ـ ـ ـ ـ ـ ـ ـ ـ ـ ـ ـ ـ ـ ـ ـ ـ ـ ـ ـ ـ ـ ـ ـ ـ ـ ـ ـ ـ ـ ـ ـ ـ ـ ـ ـ ـ ـ ـ ـ ـ ـ ـ ـ ـ ـ ـ ـ ـ ـ ـ ـ ـ ـ ـ ـ ـ ـ ـ ـ ـ ـ ـ ـ ـ ـ ـ ـ ـ ـ ـ ـ ـ ـ ـ ـ ـ ـ ـ ـ ـ ـ ـ ـ ـ ـ ـ ـ ـ ـ ـ ـ ـ ـ ـ ـ ـ ـ ـ ـ ـ ـ ـ ـ ـ ـ ـ ـ ـ ـ ـ ـ ـ ـ ـ ـ ـ ـ ـ ـ ـ ـ ـ ـ ـ ـ ـ ـ ـ ـ ـ ـ ـ ـ ـ ـ ـ ـ ـ ـ ـ ـ ـ ـ ـ ـ ـ ـ ـ ـ ـ ـ ـ ـ ـ ـ ـ ـ ـ ـ ـ ـ ـ ـ ـ ـ ـ ـ ـ ـ ـ ـ ـ ـ ـ ـ ـ ـ ـ ـ ـ ـ ـ ـ ـ ـ ـ ـ ـ ـ ـ ـ ـ ـ ـ ـ ـ ـ ـ ـ ـ ـ ـ ـ ـ ـ ـ ـ ـ ـ ـ ـ ـ ـ ـ ـ ـ ـ ـ ـ ـ ـ ـ ـ ـ ـ ـ ـ ـ ـ ـ ـ ـ ـ ـ ـ ـ ـ ـ ـ ـ ـ ـ ـ ـ ـ ـ ـ ـ ـ ـ ـ ـ ـ ـ ـ ـ ـ ـ [701,18,791,386]
left-page-label: جلسه ۲ [6,4,32,13]
text-block: ـ ـ ـ ـ ـ ـ ـ ـ ـ ـ ـ ـ ـ ـ ـ ـ ـ ـ ـ ـ ـ ـ ـ ـ ـ ـ ـ ـ ـ ـ ـ ـ ـ ـ ـ ـ ـ ـ ـ ـ ـ ـ ـ ـ ـ ـ ـ ـ ـ ـ ـ ـ ـ ـ ـ ـ ـ ـ ـ ـ ـ ـ ـ ـ ـ ـ ـ ـ ـ ـ ـ ـ ـ ـ ـ ـ ـ ـ ـ ـ ـ ـ ـ ـ ـ ـ ـ ـ ـ ـ ـ ـ ـ ـ ـ ـ ـ ـ ـ ـ ـ ـ ـ ـ ـ ـ ـ ـ ـ ـ ـ ـ ـ ـ ـ ـ ـ ـ ـ ـ ـ ـ ـ ـ ـ ـ ـ ـ ـ ـ ـ ـ ـ ـ ـ ـ ـ ـ ـ ـ ـ ـ ـ ـ ـ ـ ـ ـ ـ ـ ـ ـ ـ ـ ـ ـ ـ ـ ـ ـ ـ ـ ـ ـ ـ ـ ـ ـ ـ ـ ـ ـ ـ ـ ـ ـ ـ ـ ـ ـ ـ ـ ـ ـ ـ ـ ـ ـ ـ ـ ـ ـ ـ ـ ـ ـ ـ ـ ـ ـ ـ ـ ـ ـ ـ ـ ـ ـ ـ ـ ـ ـ ـ ـ ـ ـ ـ ـ ـ ـ ـ ـ ـ ـ ـ ـ ـ ـ ـ ـ ـ ـ ـ ـ ـ ـ ـ ـ ـ ـ ـ ـ ـ ـ ـ ـ ـ ـ ـ ـ ـ ـ ـ ـ ـ ـ ـ ـ ـ ـ ـ ـ ـ ـ ـ ـ ـ ـ ـ ـ ـ ـ ـ ـ ـ ـ ـ ـ ـ ـ ـ ـ ـ ـ ـ ـ ـ ـ ـ ـ ـ ـ ـ ـ ـ ـ ـ ـ ـ ـ ـ ـ ـ ـ ـ ـ ـ ـ ـ ـ ـ ـ ـ ـ ـ ـ ـ ـ ـ ـ ـ ـ ـ ـ ـ ـ ـ ـ ـ ـ ـ ـ ـ ـ ـ ـ ـ ـ ـ ـ ـ ـ ـ ـ ـ ـ ـ ـ ـ ـ ـ ـ ـ ـ ـ ـ ـ ـ ـ ـ ـ ـ ـ ـ ـ ـ ـ ـ ـ ـ ـ ـ ـ ـ ـ ـ ـ ـ ـ ـ ـ ـ ـ ـ ـ ـ ـ ـ ـ ـ ـ ـ ـ ـ ـ ـ ـ ـ ـ ـ ـ ـ ـ ـ ـ ـ ـ ـ ـ ـ ـ ـ ـ ـ ـ ـ ـ ـ ـ ـ ـ ـ ـ ـ ـ ـ ـ ـ ـ ـ ـ ـ ـ ـ ـ ـ ـ ـ ـ ـ ـ ـ ـ ـ ـ ـ ـ ـ ـ ـ ـ ـ ـ ـ ـ ـ ـ ـ ـ ـ ـ ـ ـ ـ ـ ـ ـ ـ ـ ـ ـ ـ ـ ـ ـ ـ ـ ـ ـ ـ ـ ـ ـ ـ ـ ـ ـ ـ ـ ـ ـ ـ ـ ـ ـ ـ ـ ـ ـ ـ ـ ـ ـ ـ ـ ـ ـ ـ ـ ـ ـ ـ ـ ـ ـ ـ ـ ـ ـ ـ ـ ـ ـ ـ ـ ـ ـ ـ ـ ـ ـ ـ ـ ـ ـ ـ ـ ـ ـ ـ ـ ـ ـ ـ ـ ـ ـ ـ ـ ـ ـ ـ ـ ـ ـ ـ ـ ـ ـ ـ ـ ـ ـ ـ ـ ـ ـ ـ ـ ـ ـ ـ ـ ـ ـ ـ ـ ـ ـ ـ ـ ـ ـ ـ ـ ـ ـ ـ ـ ـ ـ ـ ـ ـ ـ ـ ـ ـ ـ ـ ـ ـ ـ ـ ـ ـ ـ ـ ـ ـ ـ ـ ـ ـ ـ ـ ـ ـ ـ ـ ـ ـ ـ ـ ـ ـ ـ ـ ـ ـ ـ ـ ـ ـ ـ ـ ـ ـ ـ ـ ـ ـ ـ ـ ـ ـ ـ ـ ـ ـ ـ ـ ـ ـ ـ ـ ـ ـ ـ ـ ـ ـ ـ ـ ـ ـ ـ ـ ـ ـ ـ ـ ـ ـ ـ ـ ـ ـ ـ ـ ـ ـ ـ ـ ـ ـ ـ ـ ـ ـ ـ ـ ـ ـ ـ ـ ـ ـ ـ ـ ـ ـ ـ ـ ـ ـ ـ ـ ـ ـ ـ ـ ـ ـ ـ ـ ـ ـ ـ ـ ـ ـ ـ ـ ـ ـ ـ ـ ـ ـ ـ ـ ـ ـ ـ ـ ـ ـ ـ ـ ـ ـ ـ ـ ـ ـ ـ ـ ـ ـ ـ ـ ـ ـ ـ ـ ـ ـ ـ ـ ـ ـ ـ ـ ـ ـ ـ ـ ـ ـ ـ ـ ـ ـ ـ ـ ـ ـ ـ ـ ـ ـ ـ ـ ـ ـ ـ ـ ـ ـ ـ ـ ـ ـ ـ ـ ـ ـ ـ ـ ـ ـ ـ ـ ـ ـ ـ ـ ـ ـ ـ ـ ـ ـ ـ ـ ـ ـ ـ ـ ـ ـ ـ ـ ـ ـ ـ ـ ـ ـ ـ ـ ـ ـ ـ ـ ـ ـ ـ ـ ـ ـ ـ ـ ـ ـ ـ ـ ـ ـ ـ ـ ـ ـ ـ ـ ـ ـ ـ ـ ـ ـ ـ ـ ـ ـ ـ ـ ـ ـ ـ ـ ـ ـ ـ ـ ـ ـ ـ ـ ـ ـ ـ ـ ـ ـ ـ ـ ـ ـ ـ ـ ـ ـ ـ ـ ـ ـ ـ ـ ـ ـ ـ ـ ـ ـ ـ ـ ـ ـ ـ ـ ـ ـ ـ ـ ـ ـ ـ ـ ـ ـ ـ ـ ـ ـ ـ ـ ـ ـ ـ ـ ـ ـ ـ ـ ـ ـ ـ ـ ـ ـ ـ ـ ـ ـ ـ ـ ـ ـ ـ ـ ـ ـ ـ ـ ـ ـ ـ ـ ـ ـ ـ ـ ـ ـ ـ ـ ـ ـ ـ ـ ـ ـ ـ ـ ـ ـ ـ ـ ـ ـ ـ ـ ـ ـ ـ ـ ـ ـ ـ ـ ـ ـ ـ ـ ـ ـ ـ ـ ـ ـ ـ ـ ـ ـ ـ ـ ـ ـ ـ ـ ـ ـ ـ ـ ـ ـ ـ ـ ـ ـ ـ ـ ـ ـ ـ ـ ـ ـ ـ ـ ـ ـ ـ ـ ـ ـ ـ ـ [507,18,598,386]
text-block: ـ ـ ـ ـ ـ ـ ـ ـ ـ ـ ـ ـ ـ ـ ـ ـ ـ ـ ـ ـ ـ ـ ـ ـ ـ ـ ـ ـ ـ ـ ـ ـ ـ ـ ـ ـ ـ ـ ـ ـ ـ ـ ـ ـ ـ ـ ـ ـ ـ ـ ـ ـ ـ ـ ـ ـ ـ ـ ـ ـ ـ ـ ـ ـ ـ ـ ـ ـ ـ ـ ـ ـ ـ ـ ـ ـ ـ ـ ـ ـ ـ ـ ـ ـ ـ ـ ـ ـ ـ ـ ـ ـ ـ ـ ـ ـ ـ ـ ـ ـ ـ ـ ـ ـ ـ ـ ـ ـ ـ ـ ـ ـ ـ ـ ـ ـ ـ ـ ـ ـ ـ ـ ـ ـ ـ ـ ـ ـ ـ ـ ـ ـ ـ ـ ـ ـ ـ ـ ـ ـ ـ ـ ـ ـ ـ ـ ـ ـ ـ ـ ـ ـ ـ ـ ـ ـ ـ ـ ـ ـ ـ ـ ـ ـ ـ ـ ـ ـ ـ ـ ـ ـ ـ ـ ـ ـ ـ ـ ـ ـ ـ ـ ـ ـ ـ ـ ـ ـ ـ ـ ـ ـ ـ ـ ـ ـ ـ ـ ـ ـ ـ ـ ـ ـ ـ ـ ـ ـ ـ ـ ـ ـ ـ ـ ـ ـ ـ ـ ـ ـ ـ ـ ـ ـ ـ ـ ـ ـ ـ ـ ـ ـ ـ ـ ـ ـ ـ ـ ـ ـ ـ ـ ـ ـ ـ ـ ـ ـ ـ ـ ـ ـ ـ ـ ـ ـ ـ ـ ـ ـ ـ ـ ـ ـ ـ ـ ـ ـ ـ ـ ـ ـ ـ ـ ـ ـ ـ ـ ـ ـ ـ ـ ـ ـ ـ ـ ـ ـ ـ ـ ـ ـ ـ ـ ـ ـ ـ ـ ـ ـ ـ ـ ـ ـ ـ ـ ـ ـ ـ ـ ـ ـ ـ ـ ـ ـ ـ ـ ـ ـ ـ ـ ـ ـ ـ ـ ـ ـ ـ ـ ـ ـ ـ ـ ـ ـ ـ ـ ـ ـ ـ ـ ـ ـ ـ ـ ـ ـ ـ ـ ـ ـ ـ ـ ـ ـ ـ ـ ـ ـ ـ ـ ـ ـ ـ ـ ـ ـ ـ ـ ـ ـ ـ ـ ـ ـ ـ ـ ـ ـ ـ ـ ـ ـ ـ ـ ـ ـ ـ ـ ـ ـ ـ ـ ـ ـ ـ ـ ـ ـ ـ ـ ـ ـ ـ ـ ـ ـ ـ ـ ـ ـ ـ ـ ـ ـ ـ ـ ـ ـ ـ ـ ـ ـ ـ ـ ـ ـ ـ ـ ـ ـ ـ ـ ـ ـ ـ ـ ـ ـ ـ ـ ـ ـ ـ ـ ـ ـ ـ ـ ـ ـ ـ ـ ـ ـ ـ ـ ـ ـ ـ ـ ـ ـ ـ ـ ـ ـ ـ ـ ـ ـ ـ ـ ـ ـ ـ ـ ـ ـ ـ ـ ـ ـ ـ ـ ـ ـ ـ ـ ـ ـ ـ ـ ـ ـ ـ ـ ـ ـ ـ ـ ـ ـ ـ ـ ـ ـ ـ ـ ـ ـ ـ ـ ـ ـ ـ ـ ـ ـ ـ ـ ـ ـ ـ ـ ـ ـ ـ ـ ـ ـ ـ ـ ـ ـ ـ ـ ـ ـ ـ ـ ـ ـ ـ ـ ـ ـ ـ ـ ـ ـ ـ ـ ـ ـ ـ ـ ـ ـ ـ ـ ـ ـ ـ ـ ـ ـ ـ ـ ـ ـ ـ ـ ـ ـ ـ ـ ـ ـ ـ ـ ـ ـ ـ ـ ـ ـ ـ ـ ـ ـ ـ ـ ـ ـ ـ ـ ـ ـ ـ ـ ـ ـ ـ ـ ـ ـ ـ ـ ـ ـ ـ ـ ـ ـ ـ ـ ـ ـ ـ ـ ـ ـ ـ ـ ـ ـ ـ ـ ـ ـ ـ ـ ـ ـ ـ ـ ـ ـ ـ ـ ـ ـ ـ ـ ـ ـ ـ ـ ـ ـ ـ ـ ـ ـ ـ ـ ـ ـ ـ ـ ـ ـ ـ ـ ـ ـ ـ ـ ـ ـ ـ ـ ـ ـ ـ ـ ـ ـ ـ ـ ـ ـ ـ ـ ـ ـ ـ ـ ـ ـ ـ ـ ـ ـ ـ ـ ـ ـ ـ ـ ـ ـ ـ ـ ـ ـ ـ ـ ـ ـ ـ ـ ـ ـ ـ ـ ـ ـ ـ ـ ـ ـ ـ ـ ـ ـ ـ ـ ـ ـ ـ ـ ـ ـ ـ ـ ـ ـ ـ ـ ـ ـ ـ ـ ـ ـ ـ ـ ـ ـ ـ ـ ـ ـ ـ ـ ـ ـ ـ ـ ـ ـ ـ ـ ـ ـ ـ ـ ـ ـ ـ ـ ـ ـ ـ ـ ـ ـ ـ ـ ـ ـ ـ ـ ـ ـ ـ ـ ـ ـ ـ ـ ـ ـ ـ ـ ـ ـ ـ ـ ـ ـ ـ ـ ـ ـ ـ ـ ـ ـ ـ ـ ـ ـ ـ ـ ـ ـ ـ ـ ـ ـ ـ ـ ـ ـ ـ ـ ـ ـ ـ ـ ـ ـ ـ ـ ـ ـ ـ ـ ـ ـ ـ ـ ـ ـ ـ ـ ـ ـ ـ ـ ـ ـ ـ ـ ـ ـ ـ ـ ـ ـ ـ ـ ـ ـ ـ ـ ـ ـ ـ ـ ـ ـ ـ ـ ـ ـ ـ ـ ـ ـ ـ ـ ـ ـ ـ ـ ـ ـ ـ ـ ـ ـ ـ ـ ـ ـ ـ ـ ـ ـ ـ ـ ـ ـ ـ ـ ـ ـ ـ ـ ـ ـ ـ ـ ـ ـ ـ ـ ـ ـ ـ ـ ـ ـ ـ ـ ـ ـ ـ ـ ـ ـ ـ ـ ـ ـ ـ ـ ـ ـ ـ ـ ـ ـ ـ ـ ـ ـ ـ ـ ـ ـ ـ ـ ـ ـ ـ ـ ـ ـ ـ ـ ـ ـ ـ ـ ـ ـ ـ ـ ـ ـ ـ ـ ـ ـ ـ ـ ـ ـ ـ ـ ـ ـ ـ ـ ـ ـ ـ ـ ـ ـ ـ ـ ـ ـ ـ ـ ـ ـ ـ ـ ـ ـ ـ ـ ـ ـ ـ ـ ـ ـ ـ ـ ـ ـ ـ ـ ـ ـ ـ ـ ـ ـ ـ ـ ـ ـ ـ ـ ـ ـ ـ ـ ـ ـ [604,416,695,785]
text-block: ـ ـ ـ ـ ـ ـ ـ ـ ـ ـ ـ ـ ـ ـ ـ ـ ـ ـ ـ ـ ـ ـ ـ ـ ـ ـ ـ ـ ـ ـ ـ ـ ـ ـ ـ ـ ـ ـ ـ ـ ـ ـ ـ ـ ـ ـ ـ ـ ـ ـ ـ ـ ـ ـ ـ ـ ـ ـ ـ ـ ـ ـ ـ ـ ـ ـ ـ ـ ـ ـ ـ ـ ـ ـ ـ ـ ـ ـ ـ ـ ـ ـ ـ ـ ـ ـ ـ ـ ـ ـ ـ ـ ـ ـ ـ ـ ـ ـ ـ ـ ـ ـ ـ ـ ـ ـ ـ ـ ـ ـ ـ ـ ـ ـ ـ ـ ـ ـ ـ ـ ـ ـ ـ ـ ـ ـ ـ ـ ـ ـ ـ ـ ـ ـ ـ ـ ـ ـ ـ ـ ـ ـ ـ ـ ـ ـ ـ ـ ـ ـ ـ ـ ـ ـ ـ ـ ـ ـ ـ ـ ـ ـ ـ ـ ـ ـ ـ ـ ـ ـ ـ ـ ـ ـ ـ ـ ـ ـ ـ ـ ـ ـ ـ ـ ـ ـ ـ ـ ـ ـ ـ ـ ـ ـ ـ ـ ـ ـ ـ ـ ـ ـ ـ ـ ـ ـ ـ ـ ـ ـ ـ ـ ـ ـ ـ ـ ـ ـ ـ ـ ـ ـ ـ ـ ـ ـ ـ ـ ـ ـ ـ ـ ـ ـ ـ ـ ـ ـ ـ ـ ـ ـ ـ ـ ـ ـ ـ ـ ـ ـ ـ ـ ـ ـ ـ ـ ـ ـ ـ ـ ـ ـ ـ ـ ـ ـ ـ ـ ـ ـ ـ ـ ـ ـ ـ ـ ـ ـ ـ ـ ـ ـ ـ ـ ـ ـ ـ ـ ـ ـ ـ ـ ـ ـ ـ ـ ـ ـ ـ ـ ـ ـ ـ ـ ـ ـ ـ ـ ـ ـ ـ ـ ـ ـ ـ ـ ـ ـ ـ ـ ـ ـ ـ ـ ـ ـ ـ ـ ـ ـ ـ ـ ـ ـ ـ ـ ـ ـ ـ ـ ـ ـ ـ ـ ـ ـ ـ ـ ـ ـ ـ ـ ـ ـ ـ ـ ـ ـ ـ ـ ـ ـ ـ ـ ـ ـ ـ ـ ـ ـ ـ ـ ـ ـ ـ ـ ـ ـ ـ ـ ـ ـ ـ ـ ـ ـ ـ ـ ـ ـ ـ ـ ـ ـ ـ ـ ـ ـ ـ ـ ـ ـ ـ ـ ـ ـ ـ ـ ـ ـ ـ ـ ـ ـ ـ ـ ـ ـ ـ ـ ـ ـ ـ ـ ـ ـ ـ ـ ـ ـ ـ ـ ـ ـ ـ ـ ـ ـ ـ ـ ـ ـ ـ ـ ـ ـ ـ ـ ـ ـ ـ ـ ـ ـ ـ ـ ـ ـ ـ ـ ـ ـ ـ ـ ـ ـ ـ ـ ـ ـ ـ ـ ـ ـ ـ ـ ـ ـ ـ ـ ـ ـ ـ ـ ـ ـ ـ ـ ـ ـ ـ ـ ـ ـ ـ ـ ـ ـ ـ ـ ـ ـ ـ ـ ـ ـ ـ ـ ـ ـ ـ ـ ـ ـ ـ ـ ـ ـ ـ ـ ـ ـ ـ ـ ـ ـ ـ ـ ـ ـ ـ ـ ـ ـ ـ ـ ـ ـ ـ ـ ـ ـ ـ ـ ـ ـ ـ ـ ـ ـ ـ ـ ـ ـ ـ ـ ـ ـ ـ ـ ـ ـ ـ ـ ـ ـ ـ ـ ـ ـ ـ ـ ـ ـ ـ ـ ـ ـ ـ ـ ـ ـ ـ ـ ـ ـ ـ ـ ـ ـ ـ ـ ـ ـ ـ ـ ـ ـ ـ ـ ـ ـ ـ ـ ـ ـ ـ ـ ـ ـ ـ ـ ـ ـ ـ ـ ـ ـ ـ ـ ـ ـ ـ ـ ـ ـ ـ ـ ـ ـ ـ ـ ـ ـ ـ ـ ـ ـ ـ ـ ـ ـ ـ ـ ـ ـ ـ ـ ـ ـ ـ ـ ـ ـ ـ ـ ـ ـ ـ ـ ـ ـ ـ ـ ـ ـ ـ ـ ـ ـ ـ ـ ـ ـ ـ ـ ـ ـ ـ ـ ـ ـ ـ ـ ـ ـ ـ ـ ـ ـ ـ ـ ـ ـ ـ ـ ـ ـ ـ ـ ـ ـ ـ ـ ـ ـ ـ ـ ـ ـ ـ ـ ـ ـ ـ ـ ـ ـ ـ ـ ـ ـ ـ ـ ـ ـ ـ ـ ـ ـ ـ ـ ـ ـ ـ ـ ـ ـ ـ ـ ـ ـ ـ ـ ـ ـ ـ ـ ـ ـ ـ ـ ـ ـ ـ ـ ـ ـ ـ ـ ـ ـ ـ ـ ـ ـ ـ ـ ـ ـ ـ ـ ـ ـ ـ ـ ـ ـ ـ ـ ـ ـ ـ ـ ـ ـ ـ ـ ـ ـ ـ ـ ـ ـ ـ ـ ـ ـ ـ ـ ـ ـ ـ ـ ـ ـ ـ ـ ـ ـ ـ ـ ـ ـ ـ ـ ـ ـ ـ ـ ـ ـ ـ ـ ـ ـ ـ ـ ـ ـ ـ ـ ـ ـ ـ ـ ـ ـ ـ ـ ـ ـ ـ ـ ـ ـ ـ ـ ـ ـ ـ ـ ـ ـ ـ ـ ـ ـ ـ ـ ـ ـ ـ ـ ـ ـ ـ ـ ـ ـ ـ ـ ـ ـ ـ ـ ـ ـ ـ ـ ـ ـ ـ ـ ـ ـ ـ ـ ـ ـ ـ ـ ـ ـ ـ ـ ـ ـ ـ ـ ـ ـ ـ ـ ـ ـ ـ ـ ـ ـ ـ ـ ـ ـ ـ ـ ـ ـ ـ ـ ـ ـ ـ ـ ـ ـ ـ ـ ـ ـ ـ ـ ـ ـ ـ ـ ـ ـ ـ ـ ـ ـ ـ ـ ـ ـ ـ ـ ـ ـ ـ ـ ـ ـ ـ ـ ـ ـ ـ ـ ـ ـ ـ ـ ـ ـ ـ ـ ـ ـ ـ ـ ـ ـ ـ ـ ـ ـ ـ ـ ـ ـ ـ ـ ـ ـ ـ ـ ـ ـ ـ ـ ـ ـ ـ ـ ـ ـ ـ ـ ـ ـ ـ ـ ـ ـ ـ ـ ـ ـ ـ ـ ـ ـ ـ ـ ـ ـ ـ ـ ـ ـ ـ ـ ـ ـ ـ ـ ـ ـ ـ ـ ـ ـ ـ ـ ـ ـ ـ ـ [604,1174,695,1543]
left-col-1 [294,18,390,586]
right-running-title: مذاکرات مجلس شورای ملی [408,4,519,13]
text-block: ـ ـ ـ ـ ـ ـ ـ ـ ـ ـ ـ ـ ـ ـ ـ ـ ـ ـ ـ ـ ـ ـ ـ ـ ـ ـ ـ ـ ـ ـ ـ ـ ـ ـ ـ ـ ـ ـ ـ ـ ـ ـ ـ ـ ـ ـ ـ ـ ـ ـ ـ ـ ـ ـ ـ ـ ـ ـ ـ ـ ـ ـ ـ ـ ـ ـ ـ ـ ـ ـ ـ ـ ـ ـ ـ ـ ـ ـ ـ ـ ـ ـ ـ ـ ـ ـ ـ ـ ـ ـ ـ ـ ـ ـ ـ ـ ـ ـ ـ ـ ـ ـ ـ ـ ـ ـ ـ ـ ـ ـ ـ ـ ـ ـ ـ ـ ـ ـ ـ ـ ـ ـ ـ ـ ـ ـ ـ ـ ـ ـ ـ ـ ـ ـ ـ ـ ـ ـ ـ ـ ـ ـ ـ ـ ـ ـ ـ ـ ـ ـ ـ ـ ـ ـ ـ ـ ـ ـ ـ ـ ـ ـ ـ ـ ـ ـ ـ ـ ـ ـ ـ ـ ـ ـ ـ ـ ـ ـ ـ ـ ـ ـ ـ ـ ـ ـ ـ ـ ـ ـ ـ ـ ـ ـ ـ ـ ـ ـ ـ ـ ـ ـ ـ ـ ـ ـ ـ ـ ـ ـ ـ ـ ـ ـ ـ ـ ـ ـ ـ ـ ـ ـ ـ ـ ـ ـ ـ ـ ـ ـ ـ ـ ـ ـ ـ ـ ـ ـ ـ ـ ـ ـ ـ ـ ـ ـ ـ ـ ـ ـ ـ ـ ـ ـ ـ ـ ـ ـ ـ ـ ـ ـ ـ ـ ـ ـ ـ ـ ـ ـ ـ ـ ـ ـ ـ ـ ـ ـ ـ ـ ـ ـ ـ ـ ـ ـ ـ ـ ـ ـ ـ ـ ـ ـ ـ ـ ـ ـ ـ ـ ـ ـ ـ ـ ـ ـ ـ ـ ـ ـ ـ ـ ـ ـ ـ ـ ـ ـ ـ ـ ـ ـ ـ ـ ـ ـ ـ ـ ـ ـ ـ ـ ـ ـ ـ ـ ـ ـ ـ ـ ـ ـ ـ ـ ـ ـ ـ ـ ـ ـ ـ ـ ـ ـ ـ ـ ـ ـ ـ ـ ـ ـ ـ ـ ـ ـ ـ ـ ـ ـ ـ ـ ـ ـ ـ ـ ـ ـ ـ ـ ـ ـ ـ ـ ـ ـ ـ ـ ـ ـ ـ ـ ـ ـ ـ ـ ـ ـ ـ ـ ـ ـ ـ ـ ـ ـ ـ ـ ـ ـ ـ ـ ـ ـ ـ ـ ـ ـ ـ ـ ـ ـ ـ ـ ـ ـ ـ ـ ـ ـ ـ ـ ـ ـ ـ ـ ـ ـ ـ ـ ـ ـ ـ ـ ـ ـ ـ ـ ـ ـ ـ ـ ـ ـ ـ ـ ـ ـ ـ ـ ـ ـ ـ ـ ـ ـ ـ ـ ـ ـ ـ ـ ـ ـ ـ ـ ـ ـ ـ ـ ـ ـ ـ ـ ـ ـ ـ ـ ـ ـ ـ ـ ـ ـ ـ ـ ـ ـ ـ ـ ـ ـ ـ ـ ـ ـ ـ ـ ـ ـ ـ ـ ـ ـ ـ ـ ـ ـ ـ ـ ـ ـ ـ ـ ـ ـ ـ ـ ـ ـ ـ ـ ـ ـ ـ ـ ـ ـ ـ ـ ـ ـ ـ ـ ـ ـ ـ ـ ـ ـ ـ ـ ـ ـ ـ ـ ـ ـ ـ ـ ـ ـ ـ ـ ـ ـ ـ ـ ـ ـ ـ ـ ـ ـ ـ ـ ـ ـ ـ ـ ـ ـ ـ ـ ـ ـ ـ ـ ـ ـ ـ ـ ـ ـ ـ ـ ـ ـ ـ ـ ـ ـ ـ ـ ـ ـ ـ ـ ـ ـ ـ ـ ـ ـ ـ ـ ـ ـ ـ ـ ـ ـ ـ ـ ـ ـ ـ ـ ـ ـ ـ ـ ـ ـ ـ ـ ـ ـ ـ ـ ـ ـ ـ ـ ـ ـ ـ ـ ـ ـ ـ ـ ـ ـ ـ ـ ـ ـ ـ ـ ـ ـ ـ ـ ـ ـ ـ ـ ـ ـ ـ ـ ـ ـ ـ ـ ـ ـ ـ ـ ـ ـ ـ ـ ـ ـ ـ ـ ـ ـ ـ ـ ـ ـ ـ ـ ـ ـ ـ ـ ـ ـ ـ ـ ـ ـ ـ ـ ـ ـ ـ ـ ـ ـ ـ ـ ـ ـ ـ ـ ـ ـ ـ ـ ـ ـ ـ ـ ـ ـ ـ ـ ـ ـ ـ ـ ـ ـ ـ ـ ـ ـ ـ ـ ـ ـ ـ ـ ـ ـ ـ ـ ـ ـ ـ ـ ـ ـ ـ ـ ـ ـ ـ ـ ـ ـ ـ ـ ـ ـ ـ ـ ـ ـ ـ ـ ـ ـ ـ ـ ـ ـ ـ ـ ـ ـ ـ ـ ـ ـ ـ ـ ـ ـ ـ ـ ـ ـ ـ ـ ـ ـ ـ ـ ـ ـ ـ ـ ـ ـ ـ ـ ـ ـ ـ ـ ـ ـ ـ ـ ـ ـ ـ ـ ـ ـ ـ ـ ـ ـ ـ ـ ـ ـ ـ ـ ـ ـ ـ ـ ـ ـ ـ ـ ـ ـ ـ ـ ـ ـ ـ ـ ـ ـ ـ ـ ـ ـ ـ ـ ـ ـ ـ ـ ـ ـ ـ ـ ـ ـ ـ ـ ـ ـ ـ ـ ـ ـ ـ ـ ـ ـ ـ ـ ـ ـ ـ ـ ـ ـ ـ ـ ـ ـ ـ ـ ـ ـ ـ ـ ـ ـ ـ ـ ـ ـ ـ ـ ـ ـ ـ ـ ـ ـ ـ ـ ـ ـ ـ ـ ـ ـ ـ ـ ـ ـ ـ ـ ـ ـ ـ ـ ـ ـ ـ ـ ـ ـ ـ ـ ـ ـ ـ ـ ـ ـ ـ ـ ـ ـ ـ ـ ـ ـ ـ ـ ـ ـ ـ ـ ـ ـ ـ ـ ـ ـ ـ ـ ـ ـ ـ ـ ـ ـ ـ ـ ـ ـ ـ ـ ـ ـ ـ ـ ـ ـ ـ ـ ـ ـ ـ ـ ـ ـ ـ ـ ـ ـ ـ ـ ـ ـ ـ ـ ـ ـ ـ ـ ـ ـ ـ ـ ـ ـ ـ ـ ـ ـ ـ ـ ـ ـ ـ ـ ـ ـ ـ ـ ـ ـ ـ ـ ـ ـ ـ ـ ـ ـ ـ ـ [507,840,598,1209]
left-columns [6,18,390,586]
text-block: ـ ـ ـ ـ ـ ـ ـ ـ ـ ـ ـ ـ ـ ـ ـ ـ ـ ـ ـ ـ ـ ـ ـ ـ ـ ـ ـ ـ ـ ـ ـ ـ ـ ـ ـ ـ ـ ـ ـ ـ ـ ـ ـ ـ ـ ـ ـ ـ ـ ـ ـ ـ ـ ـ ـ ـ ـ ـ ـ ـ ـ ـ ـ ـ ـ ـ ـ ـ ـ ـ ـ ـ ـ ـ ـ ـ ـ ـ ـ ـ ـ ـ ـ ـ ـ ـ ـ ـ ـ ـ ـ ـ ـ ـ ـ ـ ـ ـ ـ ـ ـ ـ ـ ـ ـ ـ ـ ـ ـ ـ ـ ـ ـ ـ ـ ـ ـ ـ ـ ـ ـ ـ ـ ـ ـ ـ ـ ـ ـ ـ ـ ـ ـ ـ ـ ـ ـ ـ ـ ـ ـ ـ ـ ـ ـ ـ ـ ـ ـ ـ ـ ـ ـ ـ ـ ـ ـ ـ ـ ـ ـ ـ ـ ـ ـ ـ ـ ـ ـ ـ ـ ـ ـ ـ ـ ـ ـ ـ ـ ـ ـ ـ ـ ـ ـ ـ ـ ـ ـ ـ ـ ـ ـ ـ ـ ـ ـ ـ ـ ـ ـ ـ ـ ـ ـ ـ ـ ـ ـ ـ ـ ـ ـ ـ ـ ـ ـ ـ ـ ـ ـ ـ ـ ـ ـ ـ ـ ـ ـ ـ ـ ـ ـ ـ ـ ـ ـ ـ ـ ـ ـ ـ ـ ـ ـ ـ ـ ـ ـ ـ ـ ـ ـ ـ ـ ـ ـ ـ ـ ـ ـ ـ ـ ـ ـ ـ ـ ـ ـ ـ ـ ـ ـ ـ ـ ـ ـ ـ ـ ـ ـ ـ ـ ـ ـ ـ ـ ـ ـ ـ ـ ـ ـ ـ ـ ـ ـ ـ ـ ـ ـ ـ ـ ـ ـ ـ ـ ـ ـ ـ ـ ـ ـ ـ ـ ـ ـ ـ ـ ـ ـ ـ ـ ـ ـ ـ ـ ـ ـ ـ ـ ـ ـ ـ ـ ـ ـ ـ ـ ـ ـ ـ ـ ـ ـ ـ ـ ـ ـ ـ ـ ـ ـ ـ ـ ـ ـ ـ ـ ـ ـ ـ ـ ـ ـ ـ ـ ـ ـ ـ ـ ـ ـ ـ ـ ـ ـ ـ ـ ـ ـ ـ ـ ـ ـ ـ ـ ـ ـ ـ ـ ـ ـ ـ ـ ـ ـ ـ ـ ـ ـ ـ ـ ـ ـ ـ ـ ـ ـ ـ ـ ـ ـ ـ ـ ـ ـ ـ ـ ـ ـ ـ ـ ـ ـ ـ ـ ـ ـ ـ ـ ـ ـ ـ ـ ـ ـ ـ ـ ـ ـ ـ ـ ـ ـ ـ ـ ـ ـ ـ ـ ـ ـ ـ ـ ـ ـ ـ ـ ـ ـ ـ ـ ـ ـ ـ ـ ـ ـ ـ ـ ـ ـ ـ ـ ـ ـ ـ ـ ـ ـ ـ ـ ـ ـ ـ ـ ـ ـ ـ ـ ـ ـ ـ ـ ـ ـ ـ ـ ـ ـ ـ ـ ـ ـ ـ ـ ـ ـ ـ ـ ـ ـ ـ ـ ـ ـ ـ ـ ـ ـ ـ ـ ـ ـ ـ ـ ـ ـ ـ ـ ـ ـ ـ ـ ـ ـ ـ ـ ـ ـ ـ ـ ـ ـ ـ ـ ـ ـ ـ ـ ـ ـ ـ ـ ـ ـ ـ ـ ـ ـ ـ ـ ـ ـ ـ ـ ـ ـ ـ ـ ـ ـ ـ ـ ـ ـ ـ ـ ـ ـ ـ ـ ـ ـ ـ ـ ـ ـ ـ ـ ـ ـ ـ ـ ـ ـ ـ ـ ـ ـ ـ ـ ـ ـ ـ ـ ـ ـ ـ ـ ـ ـ ـ ـ ـ ـ ـ ـ ـ ـ ـ ـ ـ ـ ـ ـ ـ ـ ـ ـ ـ ـ ـ ـ ـ ـ ـ ـ ـ ـ ـ ـ ـ ـ ـ ـ ـ ـ ـ ـ ـ ـ ـ ـ ـ ـ ـ ـ ـ ـ ـ ـ ـ ـ ـ ـ ـ ـ ـ ـ ـ ـ ـ ـ ـ ـ ـ ـ ـ ـ ـ ـ ـ ـ ـ ـ ـ ـ ـ ـ ـ ـ ـ ـ ـ ـ ـ ـ ـ ـ ـ ـ ـ ـ ـ ـ ـ ـ ـ ـ ـ ـ ـ ـ ـ ـ ـ ـ ـ ـ ـ ـ ـ ـ ـ ـ ـ ـ ـ ـ ـ ـ ـ ـ ـ ـ ـ ـ ـ ـ ـ ـ ـ ـ ـ ـ ـ ـ ـ ـ ـ ـ ـ ـ ـ ـ ـ ـ ـ ـ ـ ـ ـ ـ ـ ـ ـ ـ ـ ـ ـ ـ ـ ـ ـ ـ ـ ـ ـ ـ ـ ـ ـ ـ ـ ـ ـ ـ ـ ـ ـ ـ ـ ـ ـ ـ ـ ـ ـ ـ ـ ـ ـ ـ ـ ـ ـ ـ ـ ـ ـ ـ ـ ـ ـ ـ ـ ـ ـ ـ ـ ـ ـ ـ ـ ـ ـ ـ ـ ـ ـ ـ ـ ـ ـ ـ ـ ـ ـ ـ ـ ـ ـ ـ ـ ـ ـ ـ ـ ـ ـ ـ ـ ـ ـ ـ ـ ـ ـ ـ ـ ـ ـ ـ ـ ـ ـ ـ ـ ـ ـ ـ ـ ـ ـ ـ ـ ـ ـ ـ ـ ـ ـ ـ ـ ـ ـ ـ ـ ـ ـ ـ ـ ـ ـ ـ ـ ـ ـ ـ ـ ـ ـ ـ ـ ـ ـ ـ ـ ـ ـ ـ ـ ـ ـ ـ ـ ـ ـ ـ ـ ـ ـ ـ ـ ـ ـ ـ ـ ـ ـ ـ ـ ـ ـ ـ ـ ـ ـ ـ ـ ـ ـ ـ ـ ـ ـ ـ ـ ـ ـ ـ ـ ـ ـ ـ ـ ـ ـ ـ ـ ـ ـ ـ ـ ـ ـ ـ ـ ـ ـ ـ ـ ـ ـ ـ ـ ـ ـ ـ ـ ـ ـ ـ ـ ـ ـ ـ ـ ـ ـ ـ ـ ـ ـ ـ ـ ـ ـ ـ ـ ـ ـ ـ ـ ـ ـ ـ ـ ـ ـ ـ ـ ـ ـ ـ ـ ـ ـ ـ ـ ـ ـ ـ ـ ـ ـ ـ ـ ـ ـ ـ ـ ـ ـ ـ ـ ـ ـ [411,386,501,755]
text-block: ـ ـ ـ ـ ـ ـ ـ ـ ـ ـ ـ ـ ـ ـ ـ ـ ـ ـ ـ ـ ـ ـ ـ ـ ـ ـ ـ ـ ـ ـ ـ ـ ـ ـ ـ ـ ـ ـ ـ ـ ـ ـ ـ ـ ـ ـ ـ ـ ـ ـ ـ ـ ـ ـ ـ ـ ـ ـ ـ ـ ـ ـ ـ ـ ـ ـ ـ ـ ـ ـ ـ ـ ـ ـ ـ ـ ـ ـ ـ ـ ـ ـ ـ ـ ـ ـ ـ ـ ـ ـ ـ ـ ـ ـ ـ ـ ـ ـ ـ ـ ـ ـ ـ ـ ـ ـ ـ ـ ـ ـ ـ ـ ـ ـ ـ ـ ـ ـ ـ ـ ـ ـ ـ ـ ـ ـ ـ ـ ـ ـ ـ ـ ـ ـ ـ ـ ـ ـ ـ ـ ـ ـ ـ ـ ـ ـ ـ ـ ـ ـ ـ ـ ـ ـ ـ ـ ـ ـ ـ ـ ـ ـ ـ ـ ـ ـ ـ ـ ـ ـ ـ ـ ـ ـ ـ ـ ـ ـ ـ ـ ـ ـ ـ ـ ـ ـ ـ ـ ـ ـ ـ ـ ـ ـ ـ ـ ـ ـ ـ ـ ـ ـ ـ ـ ـ ـ ـ ـ ـ ـ ـ ـ ـ ـ ـ ـ ـ ـ ـ ـ ـ ـ ـ ـ ـ ـ ـ ـ ـ ـ ـ ـ ـ ـ ـ ـ ـ ـ ـ ـ ـ ـ ـ ـ ـ ـ ـ ـ ـ ـ ـ ـ ـ ـ ـ ـ ـ ـ ـ ـ ـ ـ ـ ـ ـ ـ ـ ـ ـ ـ ـ ـ ـ ـ ـ ـ ـ ـ ـ ـ ـ ـ ـ ـ ـ ـ ـ ـ ـ ـ ـ ـ ـ ـ ـ ـ ـ ـ ـ ـ ـ ـ ـ ـ ـ ـ ـ ـ ـ ـ ـ ـ ـ ـ ـ ـ ـ ـ ـ ـ ـ ـ ـ ـ ـ ـ ـ ـ ـ ـ ـ ـ ـ ـ ـ ـ ـ ـ ـ ـ ـ ـ ـ ـ ـ ـ ـ ـ ـ ـ ـ ـ ـ ـ ـ ـ ـ ـ ـ ـ ـ ـ ـ ـ ـ ـ ـ ـ ـ ـ ـ ـ ـ ـ ـ ـ ـ ـ ـ ـ ـ ـ ـ ـ ـ ـ ـ ـ ـ ـ ـ ـ ـ ـ ـ ـ ـ ـ ـ ـ ـ ـ ـ ـ ـ ـ ـ ـ ـ ـ ـ ـ ـ ـ ـ ـ ـ ـ ـ ـ ـ ـ ـ ـ ـ ـ ـ ـ ـ ـ ـ ـ ـ ـ ـ ـ ـ ـ ـ ـ ـ ـ ـ ـ ـ ـ ـ ـ ـ ـ ـ ـ ـ ـ ـ ـ ـ ـ ـ ـ ـ ـ ـ ـ ـ ـ ـ ـ ـ ـ ـ ـ ـ ـ ـ ـ ـ ـ ـ ـ ـ ـ ـ ـ ـ ـ ـ ـ ـ ـ ـ ـ ـ ـ ـ ـ ـ ـ ـ ـ ـ ـ ـ ـ ـ ـ ـ ـ ـ ـ ـ ـ ـ ـ ـ ـ ـ ـ ـ ـ ـ ـ ـ ـ ـ ـ ـ ـ ـ ـ ـ ـ ـ ـ ـ ـ ـ ـ ـ ـ ـ ـ ـ ـ ـ ـ ـ ـ ـ ـ ـ ـ ـ ـ ـ ـ ـ ـ ـ ـ ـ ـ ـ ـ ـ ـ ـ ـ ـ ـ ـ ـ ـ ـ ـ ـ ـ ـ ـ ـ ـ ـ ـ ـ ـ ـ ـ ـ ـ ـ ـ ـ ـ ـ ـ ـ ـ ـ ـ ـ ـ ـ ـ ـ ـ ـ ـ ـ ـ ـ ـ ـ ـ ـ ـ ـ ـ ـ ـ ـ ـ ـ ـ ـ ـ ـ ـ ـ ـ ـ ـ ـ ـ ـ ـ ـ ـ ـ ـ ـ ـ ـ ـ ـ ـ ـ ـ ـ ـ ـ ـ ـ ـ ـ ـ ـ ـ ـ ـ ـ ـ ـ ـ ـ ـ ـ ـ ـ ـ ـ ـ ـ ـ ـ ـ ـ ـ ـ ـ ـ ـ ـ ـ ـ ـ ـ ـ ـ ـ ـ ـ ـ ـ ـ ـ ـ ـ ـ ـ ـ ـ ـ ـ ـ ـ ـ ـ ـ ـ ـ ـ ـ ـ ـ ـ ـ ـ ـ ـ ـ ـ ـ ـ ـ ـ ـ ـ ـ ـ ـ ـ ـ ـ ـ ـ ـ ـ ـ ـ ـ ـ ـ ـ ـ ـ ـ ـ ـ ـ ـ ـ ـ ـ ـ ـ ـ ـ ـ ـ ـ ـ ـ ـ ـ ـ ـ ـ ـ ـ ـ ـ ـ ـ ـ ـ ـ ـ ـ ـ ـ ـ ـ ـ ـ ـ ـ ـ ـ ـ ـ ـ ـ ـ ـ ـ ـ ـ ـ ـ ـ ـ ـ ـ ـ ـ ـ ـ ـ ـ ـ ـ ـ ـ ـ ـ ـ ـ ـ ـ ـ ـ ـ ـ ـ ـ ـ ـ ـ ـ ـ ـ ـ ـ ـ ـ ـ ـ ـ ـ ـ ـ ـ ـ ـ ـ ـ ـ ـ ـ ـ ـ ـ ـ ـ ـ ـ ـ ـ ـ ـ ـ ـ ـ ـ ـ ـ ـ ـ ـ ـ ـ ـ ـ ـ ـ ـ ـ ـ ـ ـ ـ ـ ـ ـ ـ ـ ـ ـ ـ ـ ـ ـ ـ ـ ـ ـ ـ ـ ـ ـ ـ ـ ـ ـ ـ ـ ـ ـ ـ ـ ـ ـ ـ ـ ـ ـ ـ ـ ـ ـ ـ ـ ـ ـ ـ ـ ـ ـ ـ ـ ـ ـ ـ ـ ـ ـ ـ ـ ـ ـ ـ ـ ـ ـ ـ ـ ـ ـ ـ ـ ـ ـ ـ ـ ـ ـ ـ ـ ـ ـ ـ ـ ـ ـ ـ ـ ـ ـ ـ ـ ـ ـ ـ ـ ـ ـ ـ ـ ـ ـ ـ ـ ـ ـ ـ ـ ـ ـ ـ ـ ـ ـ ـ ـ ـ ـ ـ ـ ـ ـ ـ ـ ـ ـ ـ ـ ـ ـ ـ ـ ـ ـ ـ ـ ـ ـ ـ ـ ـ ـ ـ ـ ـ ـ ـ ـ ـ ـ ـ ـ ـ ـ ـ ـ ـ ـ ـ ـ ـ ـ [701,396,791,765]
right-col-4 [408,18,504,755]
text-block: ـ ـ ـ ـ ـ ـ ـ ـ ـ ـ ـ ـ ـ ـ ـ ـ ـ ـ ـ ـ ـ ـ ـ ـ ـ ـ ـ ـ ـ ـ ـ ـ ـ ـ ـ ـ ـ ـ ـ ـ ـ ـ ـ ـ ـ ـ ـ ـ ـ ـ ـ ـ ـ ـ ـ ـ ـ ـ ـ ـ ـ ـ ـ ـ ـ ـ ـ ـ ـ ـ ـ ـ ـ ـ ـ ـ ـ ـ ـ ـ ـ ـ ـ ـ ـ ـ ـ ـ ـ ـ ـ ـ ـ ـ ـ ـ ـ ـ ـ ـ ـ ـ ـ ـ ـ ـ ـ ـ ـ ـ ـ ـ ـ ـ ـ ـ ـ ـ ـ ـ ـ ـ ـ ـ ـ ـ ـ ـ ـ ـ ـ ـ ـ ـ ـ ـ ـ ـ ـ ـ ـ ـ ـ ـ ـ ـ ـ ـ ـ ـ ـ ـ ـ ـ ـ ـ ـ ـ ـ ـ ـ ـ ـ ـ ـ ـ ـ ـ ـ ـ ـ ـ ـ ـ ـ ـ ـ ـ ـ ـ ـ ـ ـ ـ ـ ـ ـ ـ ـ ـ ـ ـ ـ ـ ـ ـ ـ ـ ـ ـ ـ ـ ـ ـ ـ ـ ـ ـ ـ ـ ـ ـ ـ ـ ـ ـ ـ ـ ـ ـ ـ ـ ـ ـ ـ ـ ـ ـ ـ ـ ـ ـ ـ ـ ـ ـ ـ ـ ـ ـ ـ ـ ـ ـ ـ ـ ـ ـ ـ ـ ـ ـ ـ ـ ـ ـ ـ ـ ـ ـ ـ ـ ـ ـ ـ ـ ـ ـ ـ ـ ـ ـ ـ ـ ـ ـ ـ ـ ـ ـ ـ ـ ـ ـ ـ ـ ـ ـ ـ ـ ـ ـ ـ ـ ـ ـ ـ ـ ـ ـ ـ ـ ـ ـ ـ ـ ـ ـ ـ ـ ـ ـ ـ ـ ـ ـ ـ ـ ـ ـ ـ ـ ـ ـ ـ ـ ـ ـ ـ ـ ـ ـ ـ ـ ـ ـ ـ ـ ـ ـ ـ ـ ـ ـ ـ ـ ـ ـ ـ ـ ـ ـ ـ ـ ـ ـ ـ ـ ـ ـ ـ ـ ـ ـ ـ ـ ـ ـ ـ ـ ـ ـ ـ ـ ـ ـ ـ ـ ـ ـ ـ ـ ـ ـ ـ ـ ـ ـ ـ ـ ـ ـ ـ ـ ـ ـ ـ ـ ـ ـ ـ ـ ـ ـ ـ ـ ـ ـ ـ ـ ـ ـ ـ ـ ـ ـ ـ ـ ـ ـ ـ ـ ـ ـ ـ ـ ـ ـ ـ ـ ـ ـ ـ ـ ـ ـ ـ ـ ـ ـ ـ ـ ـ ـ ـ ـ ـ ـ ـ ـ ـ ـ ـ ـ ـ ـ ـ ـ ـ ـ ـ ـ ـ ـ ـ ـ ـ ـ ـ ـ ـ ـ ـ ـ ـ ـ ـ ـ ـ ـ ـ ـ ـ ـ ـ ـ ـ ـ ـ ـ ـ ـ ـ ـ ـ ـ ـ ـ ـ ـ ـ ـ ـ ـ ـ ـ ـ ـ ـ ـ ـ ـ ـ ـ ـ ـ ـ ـ ـ ـ ـ ـ ـ ـ ـ ـ ـ ـ ـ ـ ـ ـ ـ ـ ـ ـ ـ ـ ـ ـ ـ ـ ـ ـ ـ ـ ـ ـ ـ ـ ـ ـ ـ ـ ـ ـ ـ ـ ـ ـ ـ ـ ـ ـ ـ ـ ـ ـ ـ ـ ـ ـ ـ ـ ـ ـ ـ ـ ـ ـ ـ ـ ـ ـ ـ ـ ـ ـ ـ ـ ـ ـ ـ ـ ـ ـ ـ ـ ـ ـ ـ ـ ـ ـ ـ ـ ـ ـ ـ ـ ـ ـ ـ ـ ـ ـ ـ ـ ـ ـ ـ ـ ـ ـ ـ ـ ـ ـ ـ ـ ـ ـ ـ ـ ـ ـ ـ ـ ـ ـ ـ ـ ـ ـ ـ ـ ـ ـ ـ ـ ـ ـ ـ ـ ـ ـ ـ ـ ـ ـ ـ ـ ـ ـ ـ ـ ـ ـ ـ ـ ـ ـ ـ ـ ـ ـ ـ ـ ـ ـ ـ ـ ـ ـ ـ ـ ـ ـ ـ ـ ـ ـ ـ ـ ـ ـ ـ ـ ـ ـ ـ ـ ـ ـ ـ ـ ـ ـ ـ ـ ـ ـ ـ ـ ـ ـ ـ ـ ـ ـ ـ ـ ـ ـ ـ ـ ـ ـ ـ ـ ـ ـ ـ ـ ـ ـ ـ ـ ـ ـ ـ ـ ـ ـ ـ ـ ـ ـ ـ ـ ـ ـ ـ ـ ـ ـ ـ ـ ـ ـ ـ ـ ـ ـ ـ ـ ـ ـ ـ ـ ـ ـ ـ ـ ـ ـ ـ ـ ـ ـ ـ ـ ـ ـ ـ ـ ـ ـ ـ ـ ـ ـ ـ ـ ـ ـ ـ ـ ـ ـ ـ ـ ـ ـ ـ ـ ـ ـ ـ ـ ـ ـ ـ ـ ـ ـ ـ ـ ـ ـ ـ ـ ـ ـ ـ ـ ـ ـ ـ ـ ـ ـ ـ ـ ـ ـ ـ ـ ـ ـ ـ ـ ـ ـ ـ ـ ـ ـ ـ ـ ـ ـ ـ ـ ـ ـ ـ ـ ـ ـ ـ ـ ـ ـ ـ ـ ـ ـ ـ ـ ـ ـ ـ ـ ـ ـ ـ ـ ـ ـ ـ ـ ـ ـ ـ ـ ـ ـ ـ ـ ـ ـ ـ ـ ـ ـ ـ ـ ـ ـ ـ ـ ـ ـ ـ ـ ـ ـ ـ ـ ـ ـ ـ ـ ـ ـ ـ ـ ـ ـ ـ ـ ـ ـ ـ ـ ـ ـ ـ ـ ـ ـ ـ ـ ـ ـ ـ ـ ـ ـ ـ ـ ـ ـ ـ ـ ـ ـ ـ ـ ـ ـ ـ ـ ـ ـ ـ ـ ـ ـ ـ ـ ـ ـ ـ ـ ـ ـ ـ ـ ـ ـ ـ ـ ـ ـ ـ ـ ـ ـ ـ ـ ـ ـ ـ ـ ـ ـ ـ ـ ـ ـ ـ ـ ـ ـ ـ ـ ـ ـ ـ ـ ـ ـ ـ ـ ـ ـ ـ ـ ـ ـ ـ ـ ـ ـ ـ ـ ـ ـ ـ ـ ـ ـ ـ ـ ـ ـ ـ ـ ـ ـ ـ ـ ـ ـ ـ ـ ـ ـ [9,18,99,386]
speaker-name: نایب رئیس [652,786,695,796]
section-heading: ۳ - تقدیم چند فقره لایحه بوسیله آقای وزیر دارائی [605,390,695,414]
text-block: ـ ـ ـ ـ ـ ـ ـ ـ ـ ـ ـ ـ ـ ـ ـ ـ ـ ـ ـ ـ ـ ـ ـ ـ ـ ـ ـ ـ ـ ـ ـ ـ ـ ـ ـ ـ ـ ـ ـ ـ ـ ـ ـ ـ ـ ـ ـ ـ ـ ـ ـ ـ ـ ـ ـ ـ ـ ـ ـ ـ ـ ـ ـ ـ ـ ـ ـ ـ ـ ـ ـ ـ ـ ـ ـ ـ ـ ـ ـ ـ ـ ـ ـ ـ ـ ـ ـ ـ ـ ـ ـ ـ ـ ـ ـ ـ ـ ـ ـ ـ ـ ـ ـ ـ ـ ـ ـ ـ ـ ـ ـ ـ ـ ـ ـ ـ ـ ـ ـ ـ ـ ـ ـ ـ ـ ـ ـ ـ ـ ـ ـ ـ ـ ـ ـ ـ ـ ـ ـ ـ ـ ـ ـ ـ ـ ـ ـ ـ ـ ـ ـ ـ ـ ـ ـ ـ ـ ـ ـ ـ ـ ـ ـ ـ ـ ـ ـ ـ ـ ـ ـ ـ ـ ـ ـ ـ ـ ـ ـ ـ ـ ـ ـ ـ ـ ـ ـ ـ ـ ـ ـ ـ ـ ـ ـ ـ ـ ـ ـ ـ ـ ـ ـ ـ ـ ـ ـ ـ ـ ـ ـ ـ ـ ـ ـ ـ ـ ـ ـ ـ ـ ـ ـ ـ ـ ـ ـ ـ ـ ـ ـ ـ ـ ـ ـ ـ ـ ـ ـ ـ ـ ـ ـ ـ ـ ـ ـ ـ ـ ـ ـ ـ ـ ـ ـ ـ ـ ـ ـ ـ ـ ـ ـ ـ ـ ـ ـ ـ ـ ـ ـ ـ ـ ـ ـ ـ ـ ـ ـ ـ ـ ـ ـ ـ ـ ـ ـ ـ ـ ـ ـ ـ ـ ـ ـ ـ ـ ـ ـ ـ ـ ـ ـ ـ ـ ـ ـ ـ ـ ـ ـ ـ ـ ـ ـ ـ ـ ـ ـ ـ ـ ـ ـ ـ ـ ـ ـ ـ ـ ـ ـ ـ ـ ـ ـ ـ ـ ـ ـ ـ ـ ـ ـ ـ ـ ـ ـ ـ ـ ـ ـ ـ ـ ـ ـ ـ ـ ـ ـ ـ ـ ـ ـ ـ ـ ـ ـ ـ ـ ـ ـ ـ ـ ـ ـ ـ ـ ـ ـ ـ ـ ـ ـ ـ ـ ـ ـ ـ ـ ـ ـ ـ ـ ـ ـ ـ ـ ـ ـ ـ ـ ـ ـ ـ ـ ـ ـ ـ ـ ـ ـ ـ ـ ـ ـ ـ ـ ـ ـ ـ ـ ـ ـ ـ ـ ـ ـ ـ ـ ـ ـ ـ ـ ـ ـ ـ ـ ـ ـ ـ ـ ـ ـ ـ ـ ـ ـ ـ ـ ـ ـ ـ ـ ـ ـ ـ ـ ـ ـ ـ ـ ـ ـ ـ ـ ـ ـ ـ ـ ـ ـ ـ ـ ـ ـ ـ ـ ـ ـ ـ ـ ـ ـ ـ ـ ـ ـ ـ ـ ـ ـ ـ ـ ـ ـ ـ ـ ـ ـ ـ ـ ـ ـ ـ ـ ـ ـ ـ ـ ـ ـ ـ ـ ـ ـ ـ ـ ـ ـ ـ ـ ـ ـ ـ ـ ـ ـ ـ ـ ـ ـ ـ ـ ـ ـ ـ ـ ـ ـ ـ ـ ـ ـ ـ ـ ـ ـ ـ ـ ـ ـ ـ ـ ـ ـ ـ ـ ـ ـ ـ ـ ـ ـ ـ ـ ـ ـ ـ ـ ـ ـ ـ ـ ـ ـ ـ ـ ـ ـ ـ ـ ـ ـ ـ ـ ـ ـ ـ ـ ـ ـ ـ ـ ـ ـ ـ ـ ـ ـ ـ ـ ـ ـ ـ ـ ـ ـ ـ ـ ـ ـ ـ ـ ـ ـ ـ ـ ـ ـ ـ ـ ـ ـ ـ ـ ـ ـ ـ ـ ـ ـ ـ ـ ـ ـ ـ ـ ـ ـ ـ ـ ـ ـ ـ ـ ـ ـ ـ ـ ـ ـ ـ ـ ـ ـ ـ ـ ـ ـ ـ ـ ـ ـ ـ ـ ـ ـ ـ ـ ـ ـ ـ ـ ـ ـ ـ ـ ـ ـ ـ ـ ـ ـ ـ ـ ـ ـ ـ ـ ـ ـ ـ ـ ـ ـ ـ ـ ـ ـ ـ ـ ـ ـ ـ ـ ـ ـ ـ ـ ـ ـ ـ ـ ـ ـ ـ ـ ـ ـ ـ ـ ـ ـ ـ ـ ـ ـ ـ ـ ـ ـ ـ ـ ـ ـ ـ ـ ـ ـ ـ ـ ـ ـ ـ ـ ـ ـ ـ ـ ـ ـ ـ ـ ـ ـ ـ ـ ـ ـ ـ ـ ـ ـ ـ ـ ـ ـ ـ ـ ـ ـ ـ ـ ـ ـ ـ ـ ـ ـ ـ ـ ـ ـ ـ ـ ـ ـ ـ ـ ـ ـ ـ ـ ـ ـ ـ ـ ـ ـ ـ ـ ـ ـ ـ ـ ـ ـ ـ ـ ـ ـ ـ ـ ـ ـ ـ ـ ـ ـ ـ ـ ـ ـ ـ ـ ـ ـ ـ ـ ـ ـ ـ ـ ـ ـ ـ ـ ـ ـ ـ ـ ـ ـ ـ ـ ـ ـ ـ ـ ـ ـ ـ ـ ـ ـ ـ ـ ـ ـ ـ ـ ـ ـ ـ ـ ـ ـ ـ ـ ـ ـ ـ ـ ـ ـ ـ ـ ـ ـ ـ ـ ـ ـ ـ ـ ـ ـ ـ ـ ـ ـ ـ ـ ـ ـ ـ ـ ـ ـ ـ ـ ـ ـ ـ ـ ـ ـ ـ ـ ـ ـ ـ ـ ـ ـ ـ ـ ـ ـ ـ ـ ـ ـ ـ ـ ـ ـ ـ ـ ـ ـ ـ ـ ـ ـ ـ ـ ـ ـ ـ ـ ـ ـ ـ ـ ـ ـ ـ ـ ـ ـ ـ ـ ـ ـ ـ ـ ـ ـ ـ ـ ـ ـ ـ ـ ـ ـ ـ ـ ـ ـ ـ ـ ـ ـ ـ ـ ـ ـ ـ ـ ـ ـ ـ ـ ـ ـ ـ ـ ـ ـ ـ ـ ـ ـ ـ ـ ـ ـ ـ ـ ـ ـ ـ ـ ـ ـ ـ ـ ـ ـ ـ ـ ـ ـ ـ ـ ـ ـ ـ ـ ـ ـ ـ ـ ـ ـ ـ ـ ـ ـ ـ ـ ـ ـ ـ ـ ـ ـ ـ [411,18,501,386]
text-block: ـ ـ ـ ـ ـ ـ ـ ـ ـ ـ ـ ـ ـ ـ ـ ـ ـ ـ ـ ـ ـ ـ ـ ـ ـ ـ ـ ـ ـ ـ ـ ـ ـ ـ ـ ـ ـ ـ ـ ـ ـ ـ ـ ـ ـ ـ ـ ـ ـ ـ ـ ـ ـ ـ ـ ـ ـ ـ ـ ـ ـ ـ ـ ـ ـ ـ ـ ـ ـ ـ ـ ـ ـ ـ ـ ـ ـ ـ ـ ـ ـ ـ ـ ـ ـ ـ ـ ـ ـ ـ ـ ـ ـ ـ ـ ـ ـ ـ ـ ـ ـ ـ ـ ـ ـ ـ ـ ـ ـ ـ ـ ـ ـ ـ ـ ـ ـ ـ ـ ـ ـ ـ ـ ـ ـ ـ ـ ـ ـ ـ ـ ـ ـ ـ ـ ـ ـ ـ ـ ـ ـ ـ ـ ـ ـ ـ ـ ـ ـ ـ ـ ـ ـ ـ ـ ـ ـ ـ ـ ـ ـ ـ ـ ـ ـ ـ ـ ـ ـ ـ ـ ـ ـ ـ ـ ـ ـ ـ ـ ـ ـ ـ ـ ـ ـ ـ ـ ـ ـ ـ ـ ـ ـ ـ ـ ـ ـ ـ ـ ـ ـ ـ ـ ـ ـ ـ ـ ـ ـ ـ ـ ـ ـ ـ ـ ـ ـ ـ ـ ـ ـ ـ ـ ـ ـ ـ ـ ـ ـ ـ ـ ـ ـ ـ ـ ـ ـ ـ ـ ـ ـ ـ ـ ـ ـ ـ ـ ـ ـ ـ ـ ـ ـ ـ ـ ـ ـ ـ ـ ـ ـ ـ ـ ـ ـ ـ ـ ـ ـ ـ ـ ـ ـ ـ ـ ـ ـ ـ ـ ـ ـ ـ ـ ـ ـ ـ ـ ـ ـ ـ ـ ـ ـ ـ ـ ـ ـ ـ ـ ـ ـ ـ ـ ـ ـ ـ ـ ـ ـ ـ ـ ـ ـ ـ ـ ـ ـ ـ ـ ـ ـ ـ ـ ـ ـ ـ ـ ـ ـ ـ ـ ـ ـ ـ ـ ـ ـ ـ ـ ـ ـ ـ ـ ـ ـ ـ ـ ـ ـ ـ ـ ـ ـ ـ ـ ـ ـ ـ ـ ـ ـ ـ ـ ـ ـ ـ ـ ـ ـ ـ ـ ـ ـ ـ ـ ـ ـ ـ ـ ـ ـ ـ ـ ـ ـ ـ ـ ـ ـ ـ ـ ـ ـ ـ ـ ـ ـ ـ ـ ـ ـ ـ ـ ـ ـ ـ ـ ـ ـ ـ ـ ـ ـ ـ ـ ـ ـ ـ ـ ـ ـ ـ ـ ـ ـ ـ ـ ـ ـ ـ ـ ـ ـ ـ ـ ـ ـ ـ ـ ـ ـ ـ ـ ـ ـ ـ ـ ـ ـ ـ ـ ـ ـ ـ ـ ـ ـ ـ ـ ـ ـ ـ ـ ـ ـ ـ ـ ـ ـ ـ ـ ـ ـ ـ ـ ـ ـ ـ ـ ـ ـ ـ ـ ـ ـ ـ ـ ـ ـ ـ ـ ـ ـ ـ ـ ـ ـ ـ ـ ـ ـ ـ ـ ـ ـ ـ ـ ـ ـ ـ ـ ـ ـ ـ ـ ـ ـ ـ ـ ـ ـ ـ ـ ـ ـ ـ ـ ـ ـ ـ ـ ـ ـ ـ ـ ـ ـ ـ ـ ـ ـ ـ ـ ـ ـ ـ ـ ـ ـ ـ ـ ـ ـ ـ ـ ـ ـ ـ ـ ـ ـ ـ ـ ـ ـ ـ ـ ـ ـ ـ ـ ـ ـ ـ ـ ـ ـ ـ ـ ـ ـ ـ ـ ـ ـ ـ ـ ـ ـ ـ ـ ـ ـ ـ ـ ـ ـ ـ ـ ـ ـ ـ ـ ـ ـ ـ ـ ـ ـ ـ ـ ـ ـ ـ ـ ـ ـ ـ ـ ـ ـ ـ ـ ـ ـ ـ ـ ـ ـ ـ ـ ـ ـ ـ ـ ـ ـ ـ ـ ـ ـ ـ ـ ـ ـ ـ ـ ـ ـ ـ ـ ـ ـ ـ ـ ـ ـ ـ ـ ـ ـ ـ ـ ـ ـ ـ ـ ـ ـ ـ ـ ـ ـ ـ ـ ـ ـ ـ ـ ـ ـ ـ ـ ـ ـ ـ ـ ـ ـ ـ ـ ـ ـ ـ ـ ـ ـ ـ ـ ـ ـ ـ ـ ـ ـ ـ ـ ـ ـ ـ ـ ـ ـ ـ ـ ـ ـ ـ ـ ـ ـ ـ ـ ـ ـ ـ ـ ـ ـ ـ ـ ـ ـ ـ ـ ـ ـ ـ ـ ـ ـ ـ ـ ـ ـ ـ ـ ـ ـ ـ ـ ـ ـ ـ ـ ـ ـ ـ ـ ـ ـ ـ ـ ـ ـ ـ ـ ـ ـ ـ ـ ـ ـ ـ ـ ـ ـ ـ ـ ـ ـ ـ ـ ـ ـ ـ ـ ـ ـ ـ ـ ـ ـ ـ ـ ـ ـ ـ ـ ـ ـ ـ ـ ـ ـ ـ ـ ـ ـ ـ ـ ـ ـ ـ ـ ـ ـ ـ ـ ـ ـ ـ ـ ـ ـ ـ ـ ـ ـ ـ ـ ـ ـ ـ ـ ـ ـ ـ ـ ـ ـ ـ ـ ـ ـ ـ ـ ـ ـ ـ ـ ـ ـ ـ ـ ـ ـ ـ ـ ـ ـ ـ ـ ـ ـ ـ ـ ـ ـ ـ ـ ـ ـ ـ ـ ـ ـ ـ ـ ـ ـ ـ ـ ـ ـ ـ ـ ـ ـ ـ ـ ـ ـ ـ ـ ـ ـ ـ ـ ـ ـ ـ ـ ـ ـ ـ ـ ـ ـ ـ ـ ـ ـ ـ ـ ـ ـ ـ ـ ـ ـ ـ ـ ـ ـ ـ ـ ـ ـ ـ ـ ـ ـ ـ ـ ـ ـ ـ ـ ـ ـ ـ ـ ـ ـ ـ ـ ـ ـ ـ ـ ـ ـ ـ ـ ـ ـ ـ ـ ـ ـ ـ ـ ـ ـ ـ ـ ـ ـ ـ ـ ـ ـ ـ ـ ـ ـ ـ ـ ـ ـ ـ ـ ـ ـ ـ ـ ـ ـ ـ ـ ـ ـ ـ ـ ـ ـ ـ ـ ـ ـ ـ ـ ـ ـ ـ ـ ـ ـ ـ ـ ـ ـ ـ ـ ـ ـ ـ ـ ـ ـ ـ ـ ـ ـ ـ ـ ـ ـ ـ ـ ـ ـ ـ ـ ـ ـ ـ ـ ـ [701,1154,791,1523]
left-col-2 [198,18,294,586]
left-running-head [6,2,390,16]
text-block: ـ ـ ـ ـ ـ ـ ـ ـ ـ ـ ـ ـ ـ ـ ـ ـ ـ ـ ـ ـ ـ ـ ـ ـ ـ ـ ـ ـ ـ ـ ـ ـ ـ ـ ـ ـ ـ ـ ـ ـ ـ ـ ـ ـ ـ ـ ـ ـ ـ ـ ـ ـ ـ ـ ـ ـ ـ ـ ـ ـ ـ ـ ـ ـ ـ ـ ـ ـ ـ ـ ـ ـ ـ ـ ـ ـ ـ ـ ـ ـ ـ ـ ـ ـ ـ ـ ـ ـ ـ ـ ـ ـ ـ ـ ـ ـ ـ ـ ـ ـ ـ ـ ـ ـ ـ ـ ـ ـ ـ ـ ـ ـ ـ ـ ـ ـ ـ ـ ـ ـ ـ ـ ـ ـ ـ ـ ـ ـ ـ ـ ـ ـ ـ ـ ـ ـ ـ ـ ـ ـ ـ ـ ـ ـ ـ ـ ـ ـ ـ ـ ـ ـ ـ ـ ـ ـ ـ ـ ـ ـ ـ ـ ـ ـ ـ ـ ـ ـ ـ ـ ـ ـ ـ ـ ـ ـ ـ ـ ـ ـ ـ ـ ـ ـ ـ ـ ـ ـ ـ ـ ـ ـ ـ ـ ـ ـ ـ ـ ـ ـ ـ ـ ـ ـ ـ ـ ـ ـ ـ ـ ـ ـ ـ ـ ـ ـ ـ ـ ـ ـ ـ ـ ـ ـ ـ ـ ـ ـ ـ ـ ـ ـ ـ ـ ـ ـ ـ ـ ـ ـ ـ ـ ـ ـ ـ ـ ـ ـ ـ ـ ـ ـ ـ ـ ـ ـ ـ ـ ـ ـ ـ ـ ـ ـ ـ ـ ـ ـ ـ ـ ـ ـ ـ ـ ـ ـ ـ ـ ـ ـ ـ ـ ـ ـ ـ ـ ـ ـ ـ ـ ـ ـ ـ ـ ـ ـ ـ ـ ـ ـ ـ ـ ـ ـ ـ ـ ـ ـ ـ ـ ـ ـ ـ ـ ـ ـ ـ ـ ـ ـ ـ ـ ـ ـ ـ ـ ـ ـ ـ ـ ـ ـ ـ ـ ـ ـ ـ ـ ـ ـ ـ ـ ـ ـ ـ ـ ـ ـ ـ ـ ـ ـ ـ ـ ـ ـ ـ ـ ـ ـ ـ ـ ـ ـ ـ ـ ـ ـ ـ ـ ـ ـ ـ ـ ـ ـ ـ ـ ـ ـ ـ ـ ـ ـ ـ ـ ـ ـ ـ ـ ـ ـ ـ ـ ـ ـ ـ ـ ـ ـ ـ ـ ـ ـ ـ ـ ـ ـ ـ ـ ـ ـ ـ ـ ـ ـ ـ ـ ـ ـ ـ ـ ـ ـ ـ ـ ـ ـ ـ ـ ـ ـ ـ ـ ـ ـ ـ ـ ـ ـ ـ ـ ـ ـ ـ ـ ـ ـ ـ ـ ـ ـ ـ ـ ـ ـ ـ ـ ـ ـ ـ ـ ـ ـ ـ ـ ـ ـ ـ ـ ـ ـ ـ ـ ـ ـ ـ ـ ـ ـ ـ ـ ـ ـ ـ ـ ـ ـ ـ ـ ـ ـ ـ ـ ـ ـ ـ ـ ـ ـ ـ ـ ـ ـ ـ ـ ـ ـ ـ ـ ـ ـ ـ ـ ـ ـ ـ ـ ـ ـ ـ ـ ـ ـ ـ ـ ـ ـ ـ ـ ـ ـ ـ ـ ـ ـ ـ ـ ـ ـ ـ ـ ـ ـ ـ ـ ـ ـ ـ ـ ـ ـ ـ ـ ـ ـ ـ ـ ـ ـ ـ ـ ـ ـ ـ ـ ـ ـ ـ ـ ـ ـ ـ ـ ـ ـ ـ ـ ـ ـ ـ ـ ـ ـ ـ ـ ـ ـ ـ ـ ـ ـ ـ ـ ـ ـ ـ ـ ـ ـ ـ ـ ـ ـ ـ ـ ـ ـ ـ ـ ـ ـ ـ ـ ـ ـ ـ ـ ـ ـ ـ ـ ـ ـ ـ ـ ـ ـ ـ ـ ـ ـ ـ ـ ـ ـ ـ ـ ـ ـ ـ ـ ـ ـ ـ ـ ـ ـ ـ ـ ـ ـ ـ ـ ـ ـ ـ ـ ـ ـ ـ ـ ـ ـ ـ ـ ـ ـ ـ ـ ـ ـ ـ ـ ـ ـ ـ ـ ـ ـ ـ ـ ـ ـ ـ ـ ـ ـ ـ ـ ـ ـ ـ ـ ـ ـ ـ ـ ـ ـ ـ ـ ـ ـ ـ ـ ـ ـ ـ ـ ـ ـ ـ ـ ـ ـ ـ ـ ـ ـ ـ ـ ـ ـ ـ ـ ـ ـ ـ ـ ـ ـ ـ ـ ـ ـ ـ ـ ـ ـ ـ ـ ـ ـ ـ ـ ـ ـ ـ ـ ـ ـ ـ ـ ـ ـ ـ ـ ـ ـ ـ ـ ـ ـ ـ ـ ـ ـ ـ ـ ـ ـ ـ ـ ـ ـ ـ ـ ـ ـ ـ ـ ـ ـ ـ ـ ـ ـ ـ ـ ـ ـ ـ ـ ـ ـ ـ ـ ـ ـ ـ ـ ـ ـ ـ ـ ـ ـ ـ ـ ـ ـ ـ ـ ـ ـ ـ ـ ـ ـ ـ ـ ـ ـ ـ ـ ـ ـ ـ ـ ـ ـ ـ ـ ـ ـ ـ ـ ـ ـ ـ ـ ـ ـ ـ ـ ـ ـ ـ ـ ـ ـ ـ ـ ـ ـ ـ ـ ـ ـ ـ ـ ـ ـ ـ ـ ـ ـ ـ ـ ـ ـ ـ ـ ـ ـ ـ ـ ـ ـ ـ ـ ـ ـ ـ ـ ـ ـ ـ ـ ـ ـ ـ ـ ـ ـ ـ ـ ـ ـ ـ ـ ـ ـ ـ ـ ـ ـ ـ ـ ـ ـ ـ ـ ـ ـ ـ ـ ـ ـ ـ ـ ـ ـ ـ ـ ـ ـ ـ ـ ـ ـ ـ ـ ـ ـ ـ ـ ـ ـ ـ ـ ـ ـ ـ ـ ـ ـ ـ ـ ـ ـ ـ ـ ـ ـ ـ ـ ـ ـ ـ ـ ـ ـ ـ ـ ـ ـ ـ ـ ـ ـ ـ ـ ـ ـ ـ ـ ـ ـ ـ ـ ـ ـ ـ ـ ـ ـ ـ ـ ـ ـ ـ ـ ـ ـ ـ ـ ـ ـ ـ ـ ـ ـ ـ ـ ـ ـ ـ ـ ـ ـ ـ ـ ـ ـ ـ ـ ـ ـ ـ ـ ـ ـ ـ ـ ـ ـ ـ ـ ـ ـ ـ ـ ـ ـ ـ ـ ـ ـ [105,18,195,386]
speaker-name: نایب رئیس [749,766,791,776]
right-page [401,0,800,1543]
section-heading: ۴ - اعلام تصویب نمایندگی آقای مهندس رضوی [508,390,598,423]
